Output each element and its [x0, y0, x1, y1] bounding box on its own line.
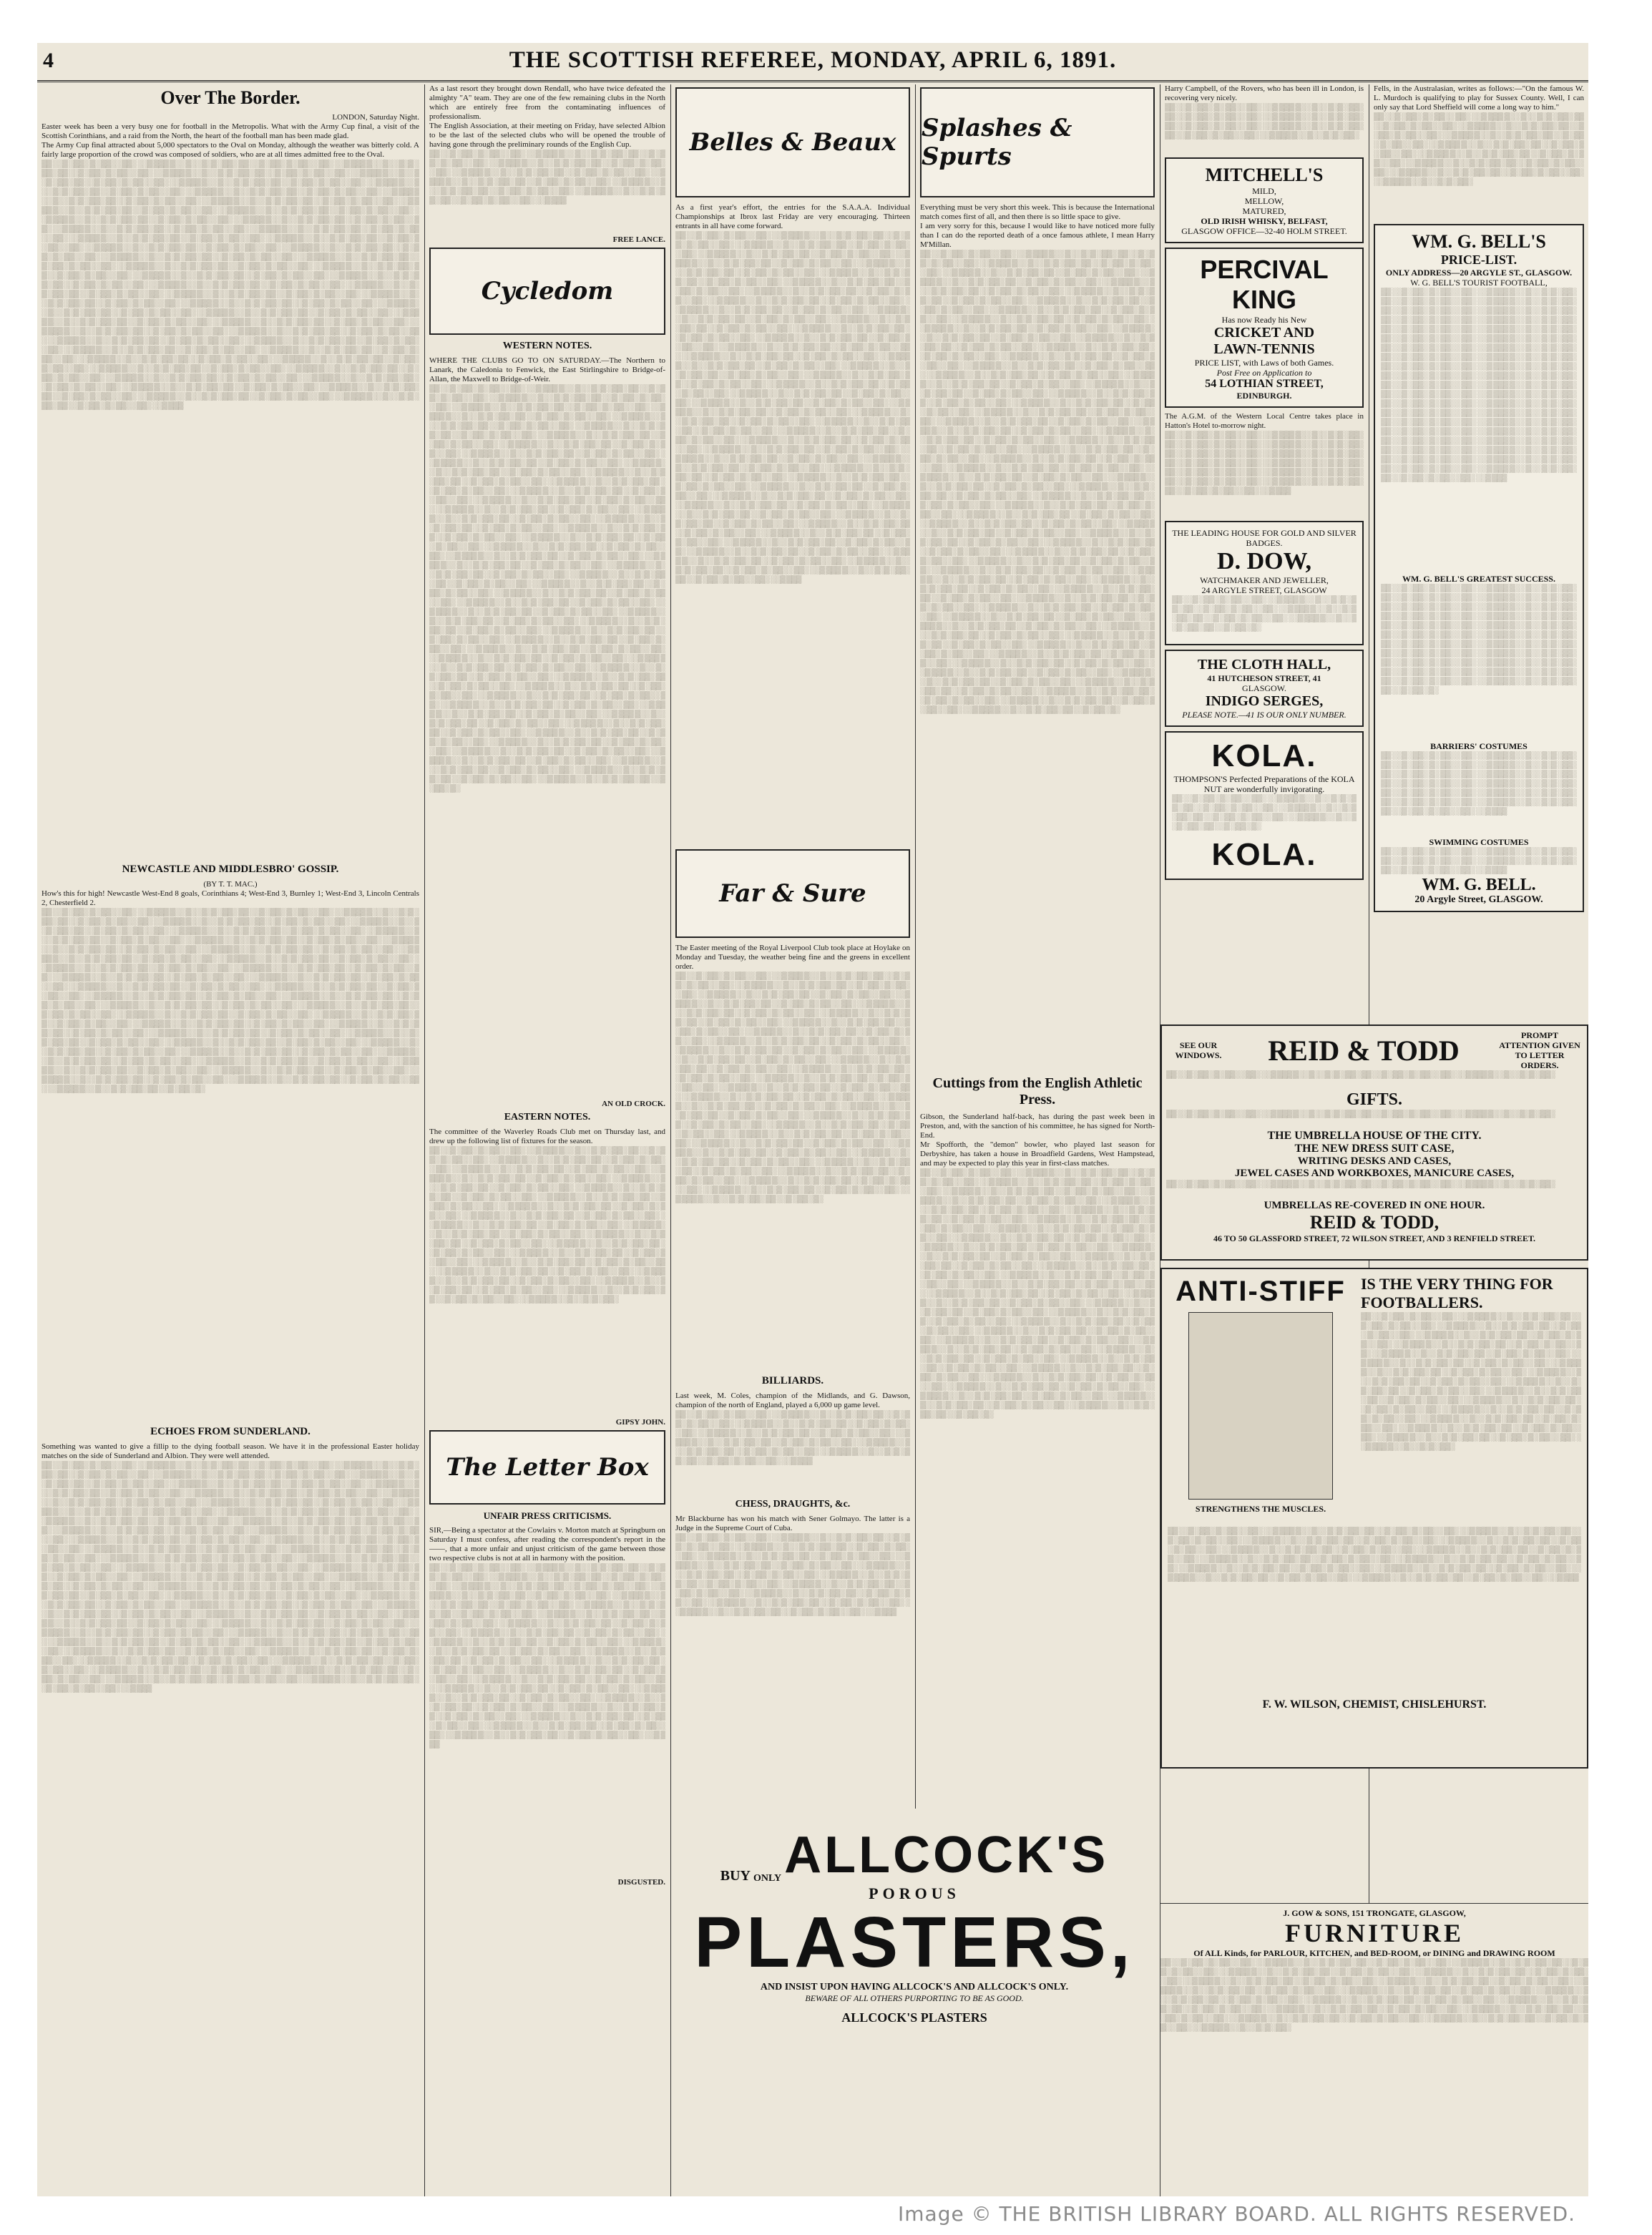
ad-line: MELLOW,: [1244, 196, 1284, 206]
ad-line: EDINBURGH.: [1236, 391, 1292, 401]
ad-line: BARRIERS' COSTUMES: [1430, 741, 1528, 751]
article-body-text: ▒▒ ░░▒ ░▒▒░ ▒░ ▒▒░░ ▒▒░ ░░▒ ▒▒▒ ▒░░ ▒░░ ▒░▒ ░▒▒░ ▒▒ ░░▒ ░▒▒░ ▒░ ▒▒░░ ▒▒░ ░░▒ ▒▒▒ ▒░░ ▒░░ ▒░▒ ░▒▒░ ▒▒ ░░▒ ░▒▒░ ▒░ ▒▒░░ ▒▒░ ░░▒ ▒▒▒ ▒░░ ▒░░ ▒░▒ ░▒▒░ ▒▒ ░░▒ ░▒▒░ ▒░ ▒▒░░ ▒▒░ ░░▒ ▒▒▒ ▒░░ ▒░░ ▒░▒ ░▒▒░ ▒▒ ░░▒ ░▒▒░ ▒░ ▒▒░░ ▒▒░ ░░▒ ▒▒▒ ▒░░ ▒░░ ▒░▒ ░▒▒░ ▒▒ ░░▒ ░▒▒░ ▒░ ▒▒░░ ▒▒░ ░░▒ ▒▒▒ ▒░░ ▒░░ ▒░▒ ░▒▒░ ▒▒ ░░▒ ░▒▒░ ▒░ ▒▒░░ ▒▒░ ░░▒ ▒▒▒ ▒░░ ▒░░ ▒░▒ ░▒▒░ ▒▒ ░░▒ ░▒▒░ ▒░ ▒▒░░ ▒▒░ ░░▒ ▒▒▒ ▒░░ ▒░░ ▒░▒ ░▒▒░ ▒▒ ░░▒ ░▒▒░ ▒░ ▒▒░░ ▒▒░ ░░▒ ▒▒▒ ▒░░ ▒░░ ▒░▒ ░▒▒░ ▒▒ ░░▒ ░▒▒░ ▒░ ▒▒░░ ▒▒░ ░░▒ ▒▒▒ ▒░░ ▒░░ ▒░▒ ░▒▒░ ▒▒ ░░▒ ░▒▒░ ▒░ ▒▒░░ ▒▒░ ░░▒ ▒▒▒ ▒░░ ▒░░ ▒░▒ ░▒▒░ ▒▒ ░░▒ ░▒▒░ ▒░ ▒▒░░ ▒▒░ ░░▒ ▒▒▒ ▒░░ ▒░░ ▒░▒ ░▒▒░ ▒▒ ░░▒ ░▒▒░ ▒░ ▒▒░░ ▒▒░ ░░▒ ▒▒▒ ▒░░ ▒░░ ▒░▒ ░▒▒░ ▒▒ ░░▒ ░▒▒░ ▒░ ▒▒░░ ▒▒░ ░░▒ ▒▒▒ ▒░░ ▒░░ ▒░▒ ░▒▒░ ▒▒ ░░▒ ░▒▒░ ▒░ ▒▒░░ ▒▒░ ░░▒ ▒▒▒ ▒░░ ▒░░ ▒░▒ ░▒▒░ ▒▒ ░░▒ ░▒▒░ ▒░ ▒▒░░ ▒▒░ ░░▒ ▒▒▒ ▒░░ ▒░░ ▒░▒ ░▒▒░ ▒▒ ░░▒ ░▒▒░ ▒░ ▒▒░░ ▒▒░ ░░▒ ▒▒▒ ▒░░ ▒░░ ▒░▒ ░▒▒░ ▒▒ ░░▒ ░▒▒░ ▒░ ▒▒░░ ▒▒░ ░░▒ ▒▒▒ ▒░░ ▒░░ ▒░▒ ░▒▒░ ▒▒ ░░▒ ░▒▒░ ▒░ ▒▒░░ ▒▒░ ░░▒ ▒▒▒ ▒░░ ▒░░ ▒░▒ ░▒▒░ ▒▒ ░░▒ ░▒▒░ ▒░ ▒▒░░ ▒▒░ ░░▒ ▒▒▒ ▒░░ ▒░░ ▒░▒ ░▒▒░ ▒▒ ░░▒ ░▒▒░ ▒░ ▒▒░░ ▒▒░ ░░▒ ▒▒▒ ▒░░ ▒░░ ▒░▒ ░▒▒░ ▒▒ ░░▒ ░▒▒░ ▒░ ▒▒░░ ▒▒░ ░░▒ ▒▒▒ ▒░░ ▒░░ ▒░▒ ░▒▒░ ▒▒ ░░▒ ░▒▒░ ▒░ ▒▒░░ ▒▒░ ░░▒ ▒▒▒ ▒░░ ▒░░ ▒░▒ ░▒▒░ ▒▒ ░░▒ ░▒▒░ ▒░ ▒▒░░ ▒▒░ ░░▒ ▒▒▒ ▒░░ ▒░░ ▒░▒ ░▒▒░ ▒▒ ░░▒ ░▒▒░ ▒░ ▒▒░░ ▒▒░ ░░▒ ▒▒▒ ▒░░ ▒░░ ▒░▒ ░▒▒░ ▒▒ ░░▒ ░▒▒░ ▒░ ▒▒░░ ▒▒░ ░░▒ ▒▒▒ ▒░░ ▒░░ ▒░▒ ░▒▒░ ▒▒ ░░▒ ░▒▒░ ▒░ ▒▒░░ ▒▒░ ░░▒ ▒▒▒ ▒░░ ▒░░ ▒░▒ ░▒▒░ ▒▒ ░░▒ ░▒▒░ ▒░ ▒▒░░ ▒▒░ ░░▒ ▒▒▒ ▒░░ ▒░░ ▒░▒ ░▒▒░ ▒▒ ░░▒ ░▒▒░ ▒░ ▒▒░░ ▒▒░ ░░▒ ▒▒▒ ▒░░ ▒░░ ▒░▒ ░▒▒░ ▒▒ ░░▒ ░▒▒░ ▒░ ▒▒░░ ▒▒░ ░░▒ ▒▒▒ ▒░░ ▒░░ ▒░▒ ░▒▒░ ▒▒ ░░▒ ░▒▒░ ▒░ ▒▒░░ ▒▒░ ░░▒ ▒▒▒ ▒░░ ▒░░ ▒░▒ ░▒▒░ ▒▒ ░░▒ ░▒▒░ ▒░ ▒▒░░ ▒▒░ ░░▒ ▒▒▒ ▒░░ ▒░░ ▒░▒ ░▒▒░ ▒▒ ░░▒ ░▒▒░ ▒░ ▒▒░░ ▒▒░ ░░▒ ▒▒▒ ▒░░ ▒░░ ▒░▒ ░▒▒░ ▒▒ ░░▒ ░▒▒░ ▒░ ▒▒░░ ▒▒░ ░░▒ ▒▒▒ ▒░░ ▒░░ ▒░▒ ░▒▒░ ▒▒ ░░▒ ░▒▒░ ▒░ ▒▒░░ ▒▒░ ░░▒ ▒▒▒ ▒░░ ▒░░ ▒░▒ ░▒▒░ ▒▒ ░░▒ ░▒▒░ ▒░ ▒▒░░ ▒▒░ ░░▒ ▒▒▒ ▒░░ ▒░░ ▒░▒ ░▒▒░ ▒▒ ░░▒ ░▒▒░ ▒░ ▒▒░░ ▒▒░ ░░▒ ▒▒▒ ▒░░ ▒░░ ▒░▒ ░▒▒░ ▒▒ ░░▒ ░▒▒░ ▒░ ▒▒░░ ▒▒░ ░░▒ ▒▒▒ ▒░░ ▒░░ ▒░▒ ░▒▒░ ▒▒ ░░▒ ░▒▒░ ▒░ ▒▒░░ ▒▒░ ░░▒ ▒▒▒ ▒░░ ▒░░ ▒░▒ ░▒▒░ ▒▒ ░░▒ ░▒▒░ ▒░ ▒▒░░ ▒▒░ ░░▒ ▒▒▒ ▒░░ ▒░░ ▒░▒ ░▒▒░ ▒▒ ░░▒ ░▒▒░ ▒░ ▒▒░░ ▒▒░ ░░▒ ▒▒▒ ▒░░ ▒░░ ▒░▒ ░▒▒░ ▒▒ ░░▒ ░▒▒░ ▒░ ▒▒░░ ▒▒░ ░░▒ ▒▒▒ ▒░░ ▒░░ ▒░▒ ░▒▒░ ▒▒ ░░▒ ░▒▒░ ▒░ ▒▒░░ ▒▒░ ░░▒ ▒▒▒ ▒░░ ▒░░ ▒░▒ ░▒▒░ ▒▒ ░░▒ ░▒▒░ ▒░ ▒▒░░ ▒▒░ ░░▒ ▒▒▒ ▒░░ ▒░░ ▒░▒ ░▒▒░ ▒▒ ░░▒ ░▒▒░ ▒░ ▒▒░░ ▒▒░ ░░▒ ▒▒▒ ▒░░ ▒░░ ▒░▒ ░▒▒░ ▒▒ ░░▒ ░▒▒░ ▒░ ▒▒░░ ▒▒░ ░░▒ ▒▒▒ ▒░░ ▒░░ ▒░▒ ░▒▒░ ▒▒ ░░▒ ░▒▒░ ▒░ ▒▒░░ ▒▒░ ░░▒ ▒▒▒ ▒░░ ▒░░ ▒░▒ ░▒▒░ ▒▒ ░░▒ ░▒▒░ ▒░ ▒▒░░ ▒▒░ ░░▒ ▒▒▒ ▒░░ ▒░░ ▒░▒ ░▒▒░ ▒▒ ░░▒ ░▒▒░ ▒░ ▒▒░░ ▒▒░ ░░▒ ▒▒▒ ▒░░ ▒░░ ▒░▒ ░▒▒░ ▒▒ ░░▒ ░▒▒░ ▒░ ▒▒░░ ▒▒░ ░░▒ ▒▒▒ ▒░░ ▒░░ ▒░▒ ░▒▒░ ▒▒ ░░▒ ░▒▒░ ▒░ ▒▒░░ ▒▒░ ░░▒ ▒▒▒: [41, 160, 419, 410]
article-paragraph: The English Association, at their meeting on Friday, have selected Albion to be the last of the selected clubs who will be opened the trouble of having gone through the preliminary rounds of the English Cup.: [429, 122, 665, 149]
article-paragraph: Something was wanted to give a fillip to the dying football season. We have it in the professional Easter holiday matches on the side of Sunderland and Albion. They were well attended.: [41, 1442, 419, 1460]
ad-name: MITCHELL'S: [1205, 165, 1324, 185]
ad-name: KOLA.: [1211, 837, 1317, 872]
subsection-title: BILLIARDS.: [761, 1375, 824, 1387]
ad-body-text: ▒▒ ░░▒ ░▒▒░ ▒░ ▒▒░░ ▒▒░ ░░▒ ▒▒▒ ▒░░ ▒░░ ▒░▒ ░▒▒░ ▒▒ ░░▒ ░▒▒░ ▒░ ▒▒░░ ▒▒░ ░░▒ ▒▒▒ ▒░░ ▒░░ ▒░▒ ░▒▒░ ▒▒ ░░▒ ░▒▒░ ▒░ ▒▒░░ ▒▒░ ░░▒ ▒▒▒ ▒░░ ▒░░ ▒░▒ ░▒▒░ ▒▒ ░░▒ ░▒▒░ ▒░ ▒▒░░ ▒▒░ ░░▒ ▒▒▒ ▒░░ ▒░░ ▒░▒ ░▒▒░ ▒▒ ░░▒ ░▒▒░ ▒░ ▒▒░░ ▒▒░ ░░▒ ▒▒▒ ▒░░ ▒░░ ▒░▒ ░▒▒░ ▒▒ ░░▒ ░▒▒░ ▒░ ▒▒░░ ▒▒░ ░░▒ ▒▒▒ ▒░░ ▒░░ ▒░▒ ░▒▒░ ▒▒ ░░▒ ░▒▒░ ▒░ ▒▒░░ ▒▒░ ░░▒ ▒▒▒ ▒░░ ▒░░ ▒░▒ ░▒▒░ ▒▒ ░░▒ ░▒▒░ ▒░ ▒▒░░ ▒▒░ ░░▒ ▒▒▒ ▒░░ ▒░░ ▒░▒ ░▒▒░ ▒▒ ░░▒ ░▒▒░ ▒░ ▒▒░░ ▒▒░ ░░▒ ▒▒▒ ▒░░ ▒░░ ▒░▒ ░▒▒░ ▒▒ ░░▒ ░▒▒░ ▒░ ▒▒░░ ▒▒░ ░░▒ ▒▒▒ ▒░░ ▒░░ ▒░▒ ░▒▒░ ▒▒ ░░▒ ░▒▒░ ▒░ ▒▒░░ ▒▒░ ░░▒ ▒▒▒ ▒░░ ▒░░ ▒░▒ ░▒▒░ ▒▒ ░░▒ ░▒▒░ ▒░ ▒▒░░ ▒▒░ ░░▒ ▒▒▒ ▒░░ ▒░░ ▒░▒ ░▒▒░ ▒▒ ░░▒ ░▒▒░ ▒░ ▒▒░░ ▒▒░ ░░▒ ▒▒▒ ▒░░ ▒░░ ▒░▒ ░▒▒░ ▒▒ ░░▒ ░▒▒░ ▒░ ▒▒░░ ▒▒░ ░░▒ ▒▒▒ ▒░░ ▒░░ ▒░▒ ░▒▒░ ▒▒ ░░▒ ░▒▒░ ▒░ ▒▒░░ ▒▒░ ░░▒ ▒▒▒ ▒░░ ▒░░ ▒░▒ ░▒▒░ ▒▒ ░░▒ ░▒▒░ ▒░ ▒▒░░ ▒▒░ ░░▒ ▒▒▒ ▒░░ ▒░░ ▒░▒ ░▒▒░: [1160, 1958, 1588, 2032]
cloth-hall-ad: [1165, 650, 1364, 727]
article-paragraph: Fells, in the Australasian, writes as follows:—"On the famous W. L. Murdoch is qualifying to play for Sussex County. Well, I can only say that Lord Sheffield will come a long way to him.": [1374, 84, 1584, 112]
banner-title: The Letter Box: [446, 1453, 649, 1482]
ad-only: ONLY: [753, 1873, 782, 1884]
ad-name: FURNITURE: [1284, 1919, 1464, 1947]
ad-footer: ALLCOCK'S PLASTERS: [841, 2010, 987, 2025]
article-body-text: ▒▒ ░░▒ ░▒▒░ ▒░ ▒▒░░ ▒▒░ ░░▒ ▒▒▒ ▒░░ ▒░░ ▒░▒ ░▒▒░ ▒▒ ░░▒ ░▒▒░ ▒░ ▒▒░░ ▒▒░ ░░▒ ▒▒▒ ▒░░ ▒░░ ▒░▒ ░▒▒░ ▒▒ ░░▒ ░▒▒░ ▒░ ▒▒░░ ▒▒░ ░░▒ ▒▒▒ ▒░░ ▒░░ ▒░▒ ░▒▒░ ▒▒ ░░▒ ░▒▒░ ▒░ ▒▒░░ ▒▒░ ░░▒ ▒▒▒ ▒░░ ▒░░ ▒░▒ ░▒▒░ ▒▒ ░░▒ ░▒▒░ ▒░ ▒▒░░ ▒▒░ ░░▒ ▒▒▒ ▒░░ ▒░░ ▒░▒ ░▒▒░ ▒▒ ░░▒ ░▒▒░ ▒░ ▒▒░░ ▒▒░ ░░▒ ▒▒▒ ▒░░ ▒░░ ▒░▒ ░▒▒░ ▒▒ ░░▒ ░▒▒░ ▒░ ▒▒░░ ▒▒░ ░░▒ ▒▒▒ ▒░░ ▒░░ ▒░▒ ░▒▒░ ▒▒ ░░▒ ░▒▒░ ▒░ ▒▒░░ ▒▒░ ░░▒ ▒▒▒ ▒░░ ▒░░ ▒░▒ ░▒▒░ ▒▒ ░░▒ ░▒▒░ ▒░ ▒▒░░ ▒▒░ ░░▒ ▒▒▒ ▒░░ ▒░░ ▒░▒ ░▒▒░ ▒▒ ░░▒ ░▒▒░ ▒░ ▒▒░░ ▒▒░ ░░▒ ▒▒▒ ▒░░ ▒░░ ▒░▒ ░▒▒░ ▒▒ ░░▒ ░▒▒░ ▒░ ▒▒░░ ▒▒░ ░░▒ ▒▒▒ ▒░░ ▒░░ ▒░▒ ░▒▒░ ▒▒ ░░▒ ░▒▒░ ▒░ ▒▒░░ ▒▒░ ░░▒ ▒▒▒ ▒░░ ▒░░ ▒░▒ ░▒▒░ ▒▒ ░░▒ ░▒▒░ ▒░ ▒▒░░ ▒▒░ ░░▒ ▒▒▒ ▒░░ ▒░░ ▒░▒ ░▒▒░ ▒▒ ░░▒ ░▒▒░ ▒░ ▒▒░░ ▒▒░ ░░▒ ▒▒▒ ▒░░ ▒░░ ▒░▒ ░▒▒░ ▒▒ ░░▒ ░▒▒░ ▒░ ▒▒░░ ▒▒░ ░░▒ ▒▒▒ ▒░░ ▒░░ ▒░▒ ░▒▒░ ▒▒ ░░▒ ░▒▒░ ▒░ ▒▒░░ ▒▒░ ░░▒ ▒▒▒ ▒░░ ▒░░ ▒░▒ ░▒▒░ ▒▒ ░░▒ ░▒▒░ ▒░ ▒▒░░ ▒▒░ ░░▒ ▒▒▒ ▒░░ ▒░░ ▒░▒ ░▒▒░ ▒▒ ░░▒ ░▒▒░ ▒░ ▒▒░░ ▒▒░ ░░▒ ▒▒▒ ▒░░ ▒░░ ▒░▒ ░▒▒░ ▒▒ ░░▒ ░▒▒░ ▒░ ▒▒░░ ▒▒░ ░░▒ ▒▒▒ ▒░░ ▒░░ ▒░▒ ░▒▒░ ▒▒ ░░▒ ░▒▒░ ▒░ ▒▒░░ ▒▒░ ░░▒ ▒▒▒ ▒░░ ▒░░ ▒░▒ ░▒▒░ ▒▒ ░░▒ ░▒▒░ ▒░ ▒▒░░ ▒▒░ ░░▒ ▒▒▒ ▒░░ ▒░░ ▒░▒ ░▒▒░ ▒▒ ░░▒ ░▒▒░ ▒░ ▒▒░░ ▒▒░ ░░▒ ▒▒▒ ▒░░ ▒░░ ▒░▒ ░▒▒░ ▒▒ ░░▒ ░▒▒░ ▒░ ▒▒░░ ▒▒░ ░░▒ ▒▒▒ ▒░░ ▒░░ ▒░▒ ░▒▒░ ▒▒ ░░▒ ░▒▒░ ▒░ ▒▒░░ ▒▒░ ░░▒ ▒▒▒ ▒░░ ▒░░ ▒░▒ ░▒▒░ ▒▒ ░░▒ ░▒▒░ ▒░ ▒▒░░ ▒▒░ ░░▒ ▒▒▒ ▒░░ ▒░░ ▒░▒ ░▒▒░ ▒▒ ░░▒ ░▒▒░ ▒░ ▒▒░░ ▒▒░ ░░▒ ▒▒▒ ▒░░ ▒░░ ▒░▒ ░▒▒░ ▒▒ ░░▒ ░▒▒░ ▒░ ▒▒░░ ▒▒░ ░░▒ ▒▒▒ ▒░░ ▒░░ ▒░▒ ░▒▒░ ▒▒ ░░▒ ░▒▒░ ▒░ ▒▒░░ ▒▒░ ░░▒ ▒▒▒ ▒░░ ▒░░ ▒░▒ ░▒▒░ ▒▒ ░░▒ ░▒▒░ ▒░ ▒▒░░ ▒▒░ ░░▒ ▒▒▒ ▒░░ ▒░░ ▒░▒ ░▒▒░ ▒▒ ░░▒ ░▒▒░ ▒░ ▒▒░░ ▒▒░ ░░▒ ▒▒▒ ▒░░ ▒░░ ▒░▒ ░▒▒░ ▒▒ ░░▒ ░▒▒░ ▒░ ▒▒░░ ▒▒░ ░░▒ ▒▒▒ ▒░░ ▒░░ ▒░▒ ░▒▒░ ▒▒ ░░▒ ░▒▒░ ▒░ ▒▒░░ ▒▒░ ░░▒ ▒▒▒ ▒░░ ▒░░ ▒░▒ ░▒▒░ ▒▒ ░░▒ ░▒▒░ ▒░ ▒▒░░ ▒▒░ ░░▒ ▒▒▒ ▒░░ ▒░░ ▒░▒ ░▒▒░ ▒▒ ░░▒ ░▒▒░ ▒░ ▒▒░░ ▒▒░ ░░▒ ▒▒▒ ▒░░ ▒░░ ▒░▒ ░▒▒░ ▒▒ ░░▒ ░▒▒░ ▒░ ▒▒░░ ▒▒░ ░░▒ ▒▒▒ ▒░░ ▒░░ ▒░▒ ░▒▒░ ▒▒ ░░▒ ░▒▒░ ▒░ ▒▒░░ ▒▒░ ░░▒ ▒▒▒ ▒░░ ▒░░ ▒░▒ ░▒▒░ ▒▒ ░░▒ ░▒▒░ ▒░ ▒▒░░ ▒▒░ ░░▒ ▒▒▒ ▒░░ ▒░░ ▒░▒ ░▒▒░ ▒▒ ░░▒ ░▒▒░ ▒░: [41, 908, 419, 1093]
ad-line: THE NEW DRESS SUIT CASE,: [1294, 1143, 1455, 1155]
article-body-text: ▒▒ ░░▒ ░▒▒░ ▒░ ▒▒░░ ▒▒░ ░░▒ ▒▒▒ ▒░░ ▒░░ ▒░▒ ░▒▒░ ▒▒ ░░▒ ░▒▒░ ▒░ ▒▒░░ ▒▒░ ░░▒ ▒▒▒ ▒░░ ▒░░ ▒░▒ ░▒▒░ ▒▒ ░░▒ ░▒▒░ ▒░ ▒▒░░ ▒▒░ ░░▒ ▒▒▒ ▒░░ ▒░░ ▒░▒ ░▒▒░ ▒▒ ░░▒ ░▒▒░ ▒░ ▒▒░░ ▒▒░ ░░▒ ▒▒▒ ▒░░ ▒░░ ▒░▒ ░▒▒░ ▒▒ ░░▒ ░▒▒░ ▒░ ▒▒░░ ▒▒░ ░░▒ ▒▒▒ ▒░░ ▒░░ ▒░▒ ░▒▒░ ▒▒ ░░▒ ░▒▒░ ▒░ ▒▒░░ ▒▒░ ░░▒ ▒▒▒ ▒░░ ▒░░ ▒░▒ ░▒▒░ ▒▒ ░░▒ ░▒▒░ ▒░ ▒▒░░ ▒▒░ ░░▒ ▒▒▒ ▒░░ ▒░░ ▒░▒ ░▒▒░ ▒▒ ░░▒ ░▒▒░ ▒░ ▒▒░░ ▒▒░ ░░▒ ▒▒▒ ▒░░ ▒░░ ▒░▒ ░▒▒░ ▒▒ ░░▒ ░▒▒░ ▒░ ▒▒░░ ▒▒░ ░░▒ ▒▒▒ ▒░░ ▒░░ ▒░▒ ░▒▒░ ▒▒ ░░▒ ░▒▒░ ▒░ ▒▒░░ ▒▒░ ░░▒ ▒▒▒ ▒░░ ▒░░ ▒░▒ ░▒▒░ ▒▒ ░░▒ ░▒▒░ ▒░ ▒▒░░ ▒▒░ ░░▒ ▒▒▒ ▒░░ ▒░░ ▒░▒ ░▒▒░ ▒▒ ░░▒ ░▒▒░ ▒░ ▒▒░░ ▒▒░ ░░▒ ▒▒▒ ▒░░ ▒░░ ▒░▒ ░▒▒░ ▒▒ ░░▒ ░▒▒░ ▒░ ▒▒░░ ▒▒░ ░░▒ ▒▒▒ ▒░░ ▒░░ ▒░▒ ░▒▒░ ▒▒ ░░▒ ░▒▒░ ▒░ ▒▒░░ ▒▒░ ░░▒ ▒▒▒ ▒░░ ▒░░ ▒░▒ ░▒▒░ ▒▒ ░░▒ ░▒▒░ ▒░ ▒▒░░ ▒▒░ ░░▒ ▒▒▒ ▒░░ ▒░░ ▒░▒ ░▒▒░ ▒▒ ░░▒ ░▒▒░ ▒░ ▒▒░░ ▒▒░ ░░▒ ▒▒▒ ▒░░ ▒░░ ▒░▒ ░▒▒░ ▒▒ ░░▒ ░▒▒░ ▒░ ▒▒░░ ▒▒░ ░░▒ ▒▒▒ ▒░░ ▒░░ ▒░▒ ░▒▒░ ▒▒ ░░▒ ░▒▒░ ▒░ ▒▒░░ ▒▒░ ░░▒ ▒▒▒ ▒░░ ▒░░ ▒░▒ ░▒▒░ ▒▒ ░░▒ ░▒▒░ ▒░ ▒▒░░ ▒▒░ ░░▒ ▒▒▒ ▒░░ ▒░░ ▒░▒ ░▒▒░ ▒▒ ░░▒ ░▒▒░ ▒░ ▒▒░░ ▒▒░ ░░▒ ▒▒▒ ▒░░ ▒░░ ▒░▒ ░▒▒░ ▒▒ ░░▒ ░▒▒░ ▒░ ▒▒░░ ▒▒░ ░░▒ ▒▒▒ ▒░░ ▒░░ ▒░▒ ░▒▒░ ▒▒ ░░▒ ░▒▒░ ▒░ ▒▒░░ ▒▒░ ░░▒ ▒▒▒ ▒░░ ▒░░ ▒░▒ ░▒▒░ ▒▒ ░░▒ ░▒▒░ ▒░ ▒▒░░ ▒▒░ ░░▒ ▒▒▒: [429, 1563, 665, 1749]
masthead-title: THE SCOTTISH REFEREE, MONDAY, APRIL 6, 1891.: [509, 47, 1117, 73]
ad-line: 24 ARGYLE STREET, GLASGOW: [1201, 585, 1327, 595]
ad-name: WM. G. BELL.: [1422, 876, 1536, 894]
ad-brand: ALLCOCK'S: [784, 1826, 1109, 1884]
ad-line: Post Free on Application to: [1216, 368, 1312, 378]
ad-line: THOMPSON'S Perfected Preparations of the KOLA NUT are wonderfully invigorating.: [1173, 774, 1355, 794]
article-paragraph: How's this for high! Newcastle West-End 8 goals, Corinthians 4; West-End 3, Burnley 1; West-End 3, Lincoln Centrals 2, Chesterfield 2.: [41, 889, 419, 907]
ad-line: OLD IRISH WHISKY, BELFAST,: [1201, 216, 1328, 226]
ad-plasters: PLASTERS,: [694, 1902, 1135, 1982]
ad-line: Has now Ready his New: [1221, 315, 1307, 325]
ad-line: STRENGTHENS THE MUSCLES.: [1195, 1504, 1326, 1514]
ad-name: WM. G. BELL'S: [1412, 231, 1546, 252]
ad-line: ONLY ADDRESS—20 ARGYLE ST., GLASGOW.: [1385, 268, 1573, 278]
ad-line: SEE OUR WINDOWS.: [1175, 1040, 1222, 1060]
gow-furniture-ad: [1160, 1903, 1588, 2196]
signature: AN OLD CROCK.: [602, 1100, 665, 1108]
ad-line: WRITING DESKS AND CASES,: [1297, 1155, 1452, 1167]
dateline: LONDON, Saturday Night.: [332, 113, 419, 122]
section-title: Over The Border.: [160, 87, 300, 108]
ad-line: JEWEL CASES AND WORKBOXES, MANICURE CASES,: [1234, 1168, 1515, 1179]
article-body-text: ▒▒ ░░▒ ░▒▒░ ▒░ ▒▒░░ ▒▒░ ░░▒ ▒▒▒ ▒░░ ▒░░ ▒░▒ ░▒▒░ ▒▒ ░░▒ ░▒▒░ ▒░ ▒▒░░ ▒▒░ ░░▒ ▒▒▒ ▒░░ ▒░░ ▒░▒ ░▒▒░ ▒▒ ░░▒ ░▒▒░ ▒░ ▒▒░░ ▒▒░ ░░▒ ▒▒▒ ▒░░ ▒░░ ▒░▒ ░▒▒░ ▒▒ ░░▒ ░▒▒░ ▒░ ▒▒░░ ▒▒░ ░░▒ ▒▒▒ ▒░░ ▒░░ ▒░▒ ░▒▒░ ▒▒ ░░▒ ░▒▒░ ▒░ ▒▒░░ ▒▒░ ░░▒ ▒▒▒ ▒░░ ▒░░ ▒░▒ ░▒▒░ ▒▒ ░░▒ ░▒▒░ ▒░ ▒▒░░ ▒▒░ ░░▒ ▒▒▒ ▒░░ ▒░░ ▒░▒ ░▒▒░ ▒▒ ░░▒ ░▒▒░ ▒░ ▒▒░░ ▒▒░ ░░▒ ▒▒▒: [429, 150, 665, 205]
article-paragraph: Last week, M. Coles, champion of the Midlands, and G. Dawson, champion of the north of England, played a 6,000 up game level.: [675, 1392, 910, 1409]
ad-body-text: ▒▒ ░░▒ ░▒▒░ ▒░ ▒▒░░ ▒▒░ ░░▒ ▒▒▒ ▒░░ ▒░░ ▒░▒ ░▒▒░ ▒▒ ░░▒ ░▒▒░ ▒░ ▒▒░░ ▒▒░ ░░▒ ▒▒▒ ▒░░ ▒░░ ▒░▒ ░▒▒░ ▒▒ ░░▒ ░▒▒░ ▒░ ▒▒░░ ▒▒░ ░░▒ ▒▒▒ ▒░░ ▒░░ ▒░▒ ░▒▒░ ▒▒ ░░▒ ░▒▒░ ▒░: [1172, 794, 1357, 831]
reid-todd-ad: [1160, 1024, 1588, 1261]
article-paragraph: As a last resort they brought down Rendall, who have twice defeated the almighty "A" team. They are one of the few remaining clubs in the North which are entirely free from the contaminating influences of professionalism.: [429, 84, 665, 121]
ad-body-text: ▒▒ ░░▒ ░▒▒░ ▒░ ▒▒░░ ▒▒░ ░░▒ ▒▒▒ ▒░░ ▒░░ ▒░▒ ░▒▒░ ▒▒ ░░▒ ░▒▒░ ▒░ ▒▒░░ ▒▒░ ░░▒ ▒▒▒ ▒░░ ▒░░ ▒░▒ ░▒▒░: [1166, 1180, 1555, 1188]
article-paragraph: Everything must be very short this week. This is because the International match comes first of all, and then there is so little space to give.: [920, 203, 1155, 221]
anti-stiff-ad: [1160, 1268, 1588, 1769]
ad-line: PROMPT ATTENTION GIVEN TO LETTER ORDERS.: [1499, 1030, 1580, 1070]
ad-body-text: ▒▒ ░░▒ ░▒▒░ ▒░ ▒▒░░ ▒▒░ ░░▒ ▒▒▒ ▒░░ ▒░░ ▒░▒ ░▒▒░ ▒▒ ░░▒ ░▒▒░ ▒░ ▒▒░░ ▒▒░ ░░▒ ▒▒▒ ▒░░ ▒░░ ▒░▒ ░▒▒░ ▒▒ ░░▒ ░▒▒░ ▒░ ▒▒░░ ▒▒░ ░░▒ ▒▒▒: [1381, 847, 1577, 874]
ad-line: 20 Argyle Street, GLASGOW.: [1414, 894, 1543, 905]
ad-name: ANTI-STIFF: [1176, 1276, 1346, 1307]
column-belles-beaux: [671, 84, 914, 1806]
ad-beware: BEWARE OF ALL OTHERS PURPORTING TO BE AS GOOD.: [805, 1993, 1024, 2003]
ad-line: 41 HUTCHESON STREET, 41: [1207, 673, 1321, 683]
article-body-text: ▒▒ ░░▒ ░▒▒░ ▒░ ▒▒░░ ▒▒░ ░░▒ ▒▒▒ ▒░░ ▒░░ ▒░▒ ░▒▒░ ▒▒ ░░▒ ░▒▒░ ▒░ ▒▒░░ ▒▒░ ░░▒ ▒▒▒ ▒░░ ▒░░ ▒░▒ ░▒▒░ ▒▒ ░░▒ ░▒▒░ ▒░ ▒▒░░ ▒▒░ ░░▒ ▒▒▒ ▒░░ ▒░░ ▒░▒ ░▒▒░ ▒▒ ░░▒ ░▒▒░ ▒░ ▒▒░░ ▒▒░ ░░▒ ▒▒▒ ▒░░ ▒░░ ▒░▒ ░▒▒░ ▒▒ ░░▒ ░▒▒░ ▒░ ▒▒░░ ▒▒░ ░░▒ ▒▒▒ ▒░░ ▒░░ ▒░▒ ░▒▒░ ▒▒ ░░▒ ░▒▒░ ▒░ ▒▒░░ ▒▒░ ░░▒ ▒▒▒ ▒░░ ▒░░ ▒░▒ ░▒▒░ ▒▒ ░░▒ ░▒▒░ ▒░ ▒▒░░ ▒▒░ ░░▒ ▒▒▒ ▒░░ ▒░░ ▒░▒ ░▒▒░ ▒▒ ░░▒ ░▒▒░ ▒░ ▒▒░░ ▒▒░ ░░▒ ▒▒▒ ▒░░ ▒░░ ▒░▒ ░▒▒░ ▒▒ ░░▒ ░▒▒░ ▒░ ▒▒░░ ▒▒░ ░░▒ ▒▒▒ ▒░░ ▒░░ ▒░▒ ░▒▒░ ▒▒ ░░▒ ░▒▒░ ▒░ ▒▒░░ ▒▒░ ░░▒ ▒▒▒ ▒░░ ▒░░ ▒░▒ ░▒▒░ ▒▒ ░░▒ ░▒▒░ ▒░ ▒▒░░ ▒▒░ ░░▒ ▒▒▒ ▒░░ ▒░░ ▒░▒ ░▒▒░ ▒▒ ░░▒ ░▒▒░ ▒░ ▒▒░░ ▒▒░ ░░▒ ▒▒▒ ▒░░ ▒░░ ▒░▒ ░▒▒░ ▒▒ ░░▒ ░▒▒░ ▒░ ▒▒░░ ▒▒░ ░░▒ ▒▒▒ ▒░░ ▒░░ ▒░▒ ░▒▒░ ▒▒ ░░▒ ░▒▒░ ▒░ ▒▒░░ ▒▒░ ░░▒ ▒▒▒ ▒░░ ▒░░ ▒░▒ ░▒▒░ ▒▒ ░░▒ ░▒▒░ ▒░ ▒▒░░ ▒▒░ ░░▒ ▒▒▒ ▒░░ ▒░░ ▒░▒ ░▒▒░ ▒▒ ░░▒ ░▒▒░ ▒░ ▒▒░░ ▒▒░ ░░▒ ▒▒▒ ▒░░ ▒░░ ▒░▒ ░▒▒░ ▒▒ ░░▒ ░▒▒░ ▒░ ▒▒░░ ▒▒░ ░░▒ ▒▒▒ ▒░░ ▒░░ ▒░▒ ░▒▒░ ▒▒ ░░▒ ░▒▒░ ▒░ ▒▒░░ ▒▒░ ░░▒ ▒▒▒ ▒░░ ▒░░ ▒░▒ ░▒▒░ ▒▒ ░░▒ ░▒▒░ ▒░ ▒▒░░ ▒▒░ ░░▒ ▒▒▒ ▒░░ ▒░░ ▒░▒ ░▒▒░ ▒▒ ░░▒ ░▒▒░ ▒░ ▒▒░░ ▒▒░ ░░▒ ▒▒▒ ▒░░ ▒░░ ▒░▒ ░▒▒░ ▒▒ ░░▒ ░▒▒░ ▒░ ▒▒░░ ▒▒░ ░░▒ ▒▒▒ ▒░░ ▒░░ ▒░▒ ░▒▒░ ▒▒ ░░▒ ░▒▒░ ▒░ ▒▒░░ ▒▒░ ░░▒ ▒▒▒ ▒░░ ▒░░ ▒░▒ ░▒▒░ ▒▒ ░░▒ ░▒▒░ ▒░ ▒▒░░ ▒▒░ ░░▒ ▒▒▒ ▒░░ ▒░░ ▒░▒ ░▒▒░ ▒▒ ░░▒ ░▒▒░ ▒░ ▒▒░░ ▒▒░ ░░▒ ▒▒▒ ▒░░ ▒░░ ▒░▒ ░▒▒░ ▒▒ ░░▒ ░▒▒░ ▒░ ▒▒░░ ▒▒░ ░░▒ ▒▒▒ ▒░░ ▒░░ ▒░▒ ░▒▒░ ▒▒ ░░▒ ░▒▒░ ▒░ ▒▒░░ ▒▒░ ░░▒ ▒▒▒ ▒░░ ▒░░ ▒░▒ ░▒▒░ ▒▒ ░░▒ ░▒▒░ ▒░ ▒▒░░ ▒▒░ ░░▒ ▒▒▒ ▒░░ ▒░░ ▒░▒ ░▒▒░ ▒▒ ░░▒ ░▒▒░ ▒░ ▒▒░░ ▒▒░ ░░▒ ▒▒▒ ▒░░ ▒░░ ▒░▒ ░▒▒░ ▒▒ ░░▒ ░▒▒░ ▒░ ▒▒░░ ▒▒░ ░░▒ ▒▒▒ ▒░░ ▒░░ ▒░▒ ░▒▒░ ▒▒ ░░▒ ░▒▒░ ▒░ ▒▒░░ ▒▒░ ░░▒ ▒▒▒ ▒░░ ▒░░ ▒░▒ ░▒▒░ ▒▒ ░░▒ ░▒▒░ ▒░ ▒▒░░ ▒▒░ ░░▒ ▒▒▒ ▒░░ ▒░░ ▒░▒ ░▒▒░ ▒▒ ░░▒ ░▒▒░ ▒░: [920, 1168, 1155, 1419]
article-paragraph: The A.G.M. of the Western Local Centre takes place in Hatton's Hotel to-morrow night.: [1165, 412, 1364, 430]
ad-line: 54 LOTHIAN STREET,: [1205, 378, 1324, 390]
ad-line: GIFTS.: [1346, 1090, 1403, 1109]
byline: (BY T. T. MAC.): [203, 880, 258, 889]
splashes-banner: [920, 87, 1155, 197]
ad-agent: F. W. WILSON, CHEMIST, CHISLEHURST.: [1262, 1698, 1487, 1711]
ad-line: CRICKET AND: [1213, 325, 1315, 341]
signature: FREE LANCE.: [612, 235, 665, 244]
article-paragraph: SIR,—Being a spectator at the Cowlairs v. Morton match at Springburn on Saturday I must confess, after reading the correspondent's report in the ——, that a more unfair and unjust criticism of the game between those two respective clubs is not at all in harmony with the position.: [429, 1526, 665, 1562]
ad-line: 46 TO 50 GLASSFORD STREET, 72 WILSON STREET, AND 3 RENFIELD STREET.: [1213, 1233, 1536, 1243]
ad-line: GLASGOW OFFICE—32-40 HOLM STREET.: [1181, 226, 1347, 236]
ad-line: PRICE LIST, with Laws of both Games.: [1194, 358, 1334, 368]
ad-name: KOLA.: [1211, 738, 1317, 773]
subsection-title: UNFAIR PRESS CRITICISMS.: [483, 1510, 612, 1521]
ad-line: MILD,: [1252, 186, 1276, 196]
article-body-text: ▒▒ ░░▒ ░▒▒░ ▒░ ▒▒░░ ▒▒░ ░░▒ ▒▒▒ ▒░░ ▒░░ ▒░▒ ░▒▒░ ▒▒ ░░▒ ░▒▒░ ▒░ ▒▒░░ ▒▒░ ░░▒ ▒▒▒ ▒░░ ▒░░ ▒░▒ ░▒▒░ ▒▒ ░░▒ ░▒▒░ ▒░ ▒▒░░ ▒▒░ ░░▒ ▒▒▒ ▒░░ ▒░░ ▒░▒ ░▒▒░ ▒▒ ░░▒ ░▒▒░ ▒░ ▒▒░░ ▒▒░ ░░▒ ▒▒▒ ▒░░ ▒░░ ▒░▒ ░▒▒░ ▒▒ ░░▒ ░▒▒░ ▒░ ▒▒░░ ▒▒░ ░░▒ ▒▒▒ ▒░░ ▒░░ ▒░▒ ░▒▒░ ▒▒ ░░▒ ░▒▒░ ▒░ ▒▒░░ ▒▒░ ░░▒ ▒▒▒ ▒░░ ▒░░ ▒░▒ ░▒▒░ ▒▒ ░░▒ ░▒▒░ ▒░ ▒▒░░ ▒▒░ ░░▒ ▒▒▒ ▒░░ ▒░░ ▒░▒ ░▒▒░ ▒▒ ░░▒ ░▒▒░ ▒░ ▒▒░░ ▒▒░ ░░▒ ▒▒▒ ▒░░ ▒░░ ▒░▒ ░▒▒░ ▒▒ ░░▒ ░▒▒░ ▒░ ▒▒░░ ▒▒░ ░░▒ ▒▒▒ ▒░░ ▒░░ ▒░▒ ░▒▒░ ▒▒ ░░▒ ░▒▒░ ▒░ ▒▒░░ ▒▒░ ░░▒ ▒▒▒ ▒░░ ▒░░ ▒░▒ ░▒▒░ ▒▒ ░░▒ ░▒▒░ ▒░ ▒▒░░ ▒▒░ ░░▒ ▒▒▒: [675, 1533, 910, 1616]
ad-name: REID & TODD,: [1309, 1212, 1440, 1233]
subsection-title: Cuttings from the English Athletic Press.: [932, 1075, 1143, 1107]
article-body-text: ▒▒ ░░▒ ░▒▒░ ▒░ ▒▒░░ ▒▒░ ░░▒ ▒▒▒ ▒░░ ▒░░ ▒░▒ ░▒▒░ ▒▒ ░░▒ ░▒▒░ ▒░ ▒▒░░ ▒▒░ ░░▒ ▒▒▒ ▒░░ ▒░░ ▒░▒ ░▒▒░ ▒▒ ░░▒ ░▒▒░ ▒░ ▒▒░░ ▒▒░ ░░▒ ▒▒▒ ▒░░ ▒░░ ▒░▒ ░▒▒░ ▒▒ ░░▒ ░▒▒░ ▒░ ▒▒░░ ▒▒░ ░░▒ ▒▒▒ ▒░░ ▒░░ ▒░▒ ░▒▒░ ▒▒ ░░▒ ░▒▒░ ▒░ ▒▒░░ ▒▒░ ░░▒ ▒▒▒ ▒░░ ▒░░ ▒░▒ ░▒▒░ ▒▒ ░░▒ ░▒▒░ ▒░ ▒▒░░ ▒▒░ ░░▒ ▒▒▒ ▒░░ ▒░░ ▒░▒ ░▒▒░ ▒▒ ░░▒ ░▒▒░ ▒░ ▒▒░░ ▒▒░ ░░▒ ▒▒▒: [1165, 431, 1364, 495]
dow-jeweller-ad: [1165, 521, 1364, 645]
athlete-illustration: [1188, 1312, 1333, 1500]
banner-title: Far & Sure: [719, 879, 866, 908]
ad-body-text: ▒▒ ░░▒ ░▒▒░ ▒░ ▒▒░░ ▒▒░ ░░▒ ▒▒▒ ▒░░ ▒░░ ▒░▒ ░▒▒░ ▒▒ ░░▒ ░▒▒░ ▒░ ▒▒░░ ▒▒░ ░░▒ ▒▒▒ ▒░░ ▒░░ ▒░▒ ░▒▒░: [1166, 1110, 1555, 1118]
banner-title: Splashes & Spurts: [922, 114, 1072, 171]
ad-name: THE CLOTH HALL,: [1197, 657, 1331, 673]
image-credit: Image © THE BRITISH LIBRARY BOARD. ALL RIGHTS RESERVED.: [898, 2202, 1576, 2226]
article-body-text: ▒▒ ░░▒ ░▒▒░ ▒░ ▒▒░░ ▒▒░ ░░▒ ▒▒▒ ▒░░ ▒░░ ▒░▒ ░▒▒░ ▒▒ ░░▒ ░▒▒░ ▒░ ▒▒░░ ▒▒░ ░░▒ ▒▒▒ ▒░░ ▒░░ ▒░▒ ░▒▒░ ▒▒ ░░▒ ░▒▒░ ▒░ ▒▒░░ ▒▒░ ░░▒ ▒▒▒ ▒░░ ▒░░ ▒░▒ ░▒▒░ ▒▒ ░░▒ ░▒▒░ ▒░ ▒▒░░ ▒▒░ ░░▒ ▒▒▒ ▒░░ ▒░░ ▒░▒ ░▒▒░ ▒▒ ░░▒ ░▒▒░ ▒░ ▒▒░░ ▒▒░ ░░▒ ▒▒▒ ▒░░ ▒░░ ▒░▒ ░▒▒░ ▒▒ ░░▒ ░▒▒░ ▒░ ▒▒░░ ▒▒░ ░░▒ ▒▒▒ ▒░░ ▒░░ ▒░▒ ░▒▒░ ▒▒ ░░▒ ░▒▒░ ▒░ ▒▒░░ ▒▒░ ░░▒ ▒▒▒ ▒░░ ▒░░ ▒░▒ ░▒▒░ ▒▒ ░░▒ ░▒▒░ ▒░ ▒▒░░ ▒▒░ ░░▒ ▒▒▒ ▒░░ ▒░░ ▒░▒ ░▒▒░ ▒▒ ░░▒ ░▒▒░ ▒░ ▒▒░░ ▒▒░ ░░▒ ▒▒▒ ▒░░ ▒░░ ▒░▒ ░▒▒░ ▒▒ ░░▒ ░▒▒░ ▒░ ▒▒░░ ▒▒░ ░░▒ ▒▒▒ ▒░░ ▒░░ ▒░▒ ░▒▒░ ▒▒ ░░▒ ░▒▒░ ▒░ ▒▒░░ ▒▒░ ░░▒ ▒▒▒ ▒░░ ▒░░ ▒░▒ ░▒▒░ ▒▒ ░░▒ ░▒▒░ ▒░ ▒▒░░ ▒▒░ ░░▒ ▒▒▒ ▒░░ ▒░░ ▒░▒ ░▒▒░ ▒▒ ░░▒ ░▒▒░ ▒░ ▒▒░░ ▒▒░ ░░▒ ▒▒▒ ▒░░ ▒░░ ▒░▒ ░▒▒░ ▒▒ ░░▒ ░▒▒░ ▒░ ▒▒░░ ▒▒░ ░░▒ ▒▒▒ ▒░░ ▒░░ ▒░▒ ░▒▒░ ▒▒ ░░▒ ░▒▒░ ▒░ ▒▒░░ ▒▒░ ░░▒ ▒▒▒ ▒░░ ▒░░ ▒░▒ ░▒▒░ ▒▒ ░░▒ ░▒▒░ ▒░ ▒▒░░ ▒▒░ ░░▒ ▒▒▒ ▒░░ ▒░░ ▒░▒ ░▒▒░ ▒▒ ░░▒ ░▒▒░ ▒░ ▒▒░░ ▒▒░ ░░▒ ▒▒▒ ▒░░ ▒░░ ▒░▒ ░▒▒░ ▒▒ ░░▒ ░▒▒░ ▒░ ▒▒░░ ▒▒░ ░░▒ ▒▒▒ ▒░░ ▒░░ ▒░▒ ░▒▒░ ▒▒ ░░▒ ░▒▒░ ▒░ ▒▒░░ ▒▒░ ░░▒ ▒▒▒ ▒░░ ▒░░ ▒░▒ ░▒▒░ ▒▒ ░░▒ ░▒▒░ ▒░ ▒▒░░ ▒▒░ ░░▒ ▒▒▒ ▒░░ ▒░░ ▒░▒ ░▒▒░: [429, 1146, 665, 1304]
ad-line: UMBRELLAS RE-COVERED IN ONE HOUR.: [1264, 1200, 1485, 1211]
article-paragraph: Mr Spofforth, the "demon" bowler, who played last season for Derbyshire, has taken a house in Broadfield Gardens, West Hampstead, and may be expected to play this year in first-class matches.: [920, 1140, 1155, 1168]
article-paragraph: WHERE THE CLUBS GO TO ON SATURDAY.—The Northern to Lanark, the Caledonia to Fenwick, the East Stirlingshire to Bridge-of-Allan, the Maxwell to Bridge-of-Weir.: [429, 356, 665, 383]
article-paragraph: Mr Blackburne has won his match with Sener Golmayo. The latter is a Judge in the Supreme Court of Cuba.: [675, 1515, 910, 1532]
article-body-text: ▒▒ ░░▒ ░▒▒░ ▒░ ▒▒░░ ▒▒░ ░░▒ ▒▒▒ ▒░░ ▒░░ ▒░▒ ░▒▒░ ▒▒ ░░▒ ░▒▒░ ▒░ ▒▒░░ ▒▒░ ░░▒ ▒▒▒ ▒░░ ▒░░ ▒░▒ ░▒▒░ ▒▒ ░░▒ ░▒▒░ ▒░ ▒▒░░ ▒▒░ ░░▒ ▒▒▒ ▒░░ ▒░░ ▒░▒ ░▒▒░ ▒▒ ░░▒ ░▒▒░ ▒░ ▒▒░░ ▒▒░ ░░▒ ▒▒▒ ▒░░ ▒░░ ▒░▒ ░▒▒░ ▒▒ ░░▒ ░▒▒░ ▒░ ▒▒░░ ▒▒░ ░░▒ ▒▒▒ ▒░░ ▒░░ ▒░▒ ░▒▒░ ▒▒ ░░▒ ░▒▒░ ▒░ ▒▒░░ ▒▒░ ░░▒ ▒▒▒ ▒░░ ▒░░ ▒░▒ ░▒▒░ ▒▒ ░░▒ ░▒▒░ ▒░ ▒▒░░ ▒▒░ ░░▒ ▒▒▒ ▒░░ ▒░░ ▒░▒ ░▒▒░ ▒▒ ░░▒ ░▒▒░ ▒░ ▒▒░░ ▒▒░ ░░▒ ▒▒▒ ▒░░ ▒░░ ▒░▒ ░▒▒░ ▒▒ ░░▒ ░▒▒░ ▒░ ▒▒░░ ▒▒░ ░░▒ ▒▒▒ ▒░░ ▒░░ ▒░▒ ░▒▒░ ▒▒ ░░▒ ░▒▒░ ▒░ ▒▒░░ ▒▒░ ░░▒ ▒▒▒ ▒░░ ▒░░ ▒░▒ ░▒▒░ ▒▒ ░░▒ ░▒▒░ ▒░ ▒▒░░ ▒▒░ ░░▒ ▒▒▒ ▒░░ ▒░░ ▒░▒ ░▒▒░ ▒▒ ░░▒ ░▒▒░ ▒░ ▒▒░░ ▒▒░ ░░▒ ▒▒▒ ▒░░ ▒░░ ▒░▒ ░▒▒░ ▒▒ ░░▒ ░▒▒░ ▒░ ▒▒░░ ▒▒░ ░░▒ ▒▒▒ ▒░░ ▒░░ ▒░▒ ░▒▒░ ▒▒ ░░▒ ░▒▒░ ▒░ ▒▒░░ ▒▒░ ░░▒ ▒▒▒ ▒░░ ▒░░ ▒░▒ ░▒▒░ ▒▒ ░░▒ ░▒▒░ ▒░ ▒▒░░ ▒▒░ ░░▒ ▒▒▒ ▒░░ ▒░░ ▒░▒ ░▒▒░ ▒▒ ░░▒ ░▒▒░ ▒░ ▒▒░░ ▒▒░ ░░▒ ▒▒▒ ▒░░ ▒░░ ▒░▒ ░▒▒░ ▒▒ ░░▒ ░▒▒░ ▒░ ▒▒░░ ▒▒░ ░░▒ ▒▒▒ ▒░░ ▒░░ ▒░▒ ░▒▒░ ▒▒ ░░▒ ░▒▒░ ▒░ ▒▒░░ ▒▒░ ░░▒ ▒▒▒ ▒░░ ▒░░ ▒░▒ ░▒▒░ ▒▒ ░░▒ ░▒▒░ ▒░ ▒▒░░ ▒▒░ ░░▒ ▒▒▒ ▒░░ ▒░░ ▒░▒ ░▒▒░ ▒▒ ░░▒ ░▒▒░ ▒░ ▒▒░░ ▒▒░ ░░▒ ▒▒▒ ▒░░ ▒░░ ▒░▒ ░▒▒░ ▒▒ ░░▒ ░▒▒░ ▒░ ▒▒░░ ▒▒░ ░░▒ ▒▒▒ ▒░░ ▒░░ ▒░▒ ░▒▒░ ▒▒ ░░▒ ░▒▒░ ▒░ ▒▒░░ ▒▒░ ░░▒ ▒▒▒ ▒░░ ▒░░ ▒░▒ ░▒▒░ ▒▒ ░░▒ ░▒▒░ ▒░ ▒▒░░ ▒▒░ ░░▒ ▒▒▒ ▒░░ ▒░░ ▒░▒ ░▒▒░ ▒▒ ░░▒ ░▒▒░ ▒░ ▒▒░░ ▒▒░ ░░▒ ▒▒▒ ▒░░ ▒░░ ▒░▒ ░▒▒░ ▒▒ ░░▒ ░▒▒░ ▒░ ▒▒░░ ▒▒░ ░░▒ ▒▒▒ ▒░░ ▒░░ ▒░▒ ░▒▒░ ▒▒ ░░▒ ░▒▒░ ▒░ ▒▒░░ ▒▒░ ░░▒ ▒▒▒ ▒░░ ▒░░ ▒░▒ ░▒▒░ ▒▒ ░░▒ ░▒▒░ ▒░ ▒▒░░ ▒▒░ ░░▒ ▒▒▒ ▒░░ ▒░░ ▒░▒ ░▒▒░ ▒▒ ░░▒ ░▒▒░ ▒░ ▒▒░░ ▒▒░ ░░▒ ▒▒▒ ▒░░ ▒░░ ▒░▒ ░▒▒░ ▒▒ ░░▒ ░▒▒░ ▒░ ▒▒░░ ▒▒░ ░░▒ ▒▒▒ ▒░░ ▒░░ ▒░▒ ░▒▒░ ▒▒ ░░▒ ░▒▒░ ▒░ ▒▒░░ ▒▒░ ░░▒ ▒▒▒ ▒░░ ▒░░ ▒░▒ ░▒▒░ ▒▒ ░░▒ ░▒▒░ ▒░ ▒▒░░ ▒▒░ ░░▒ ▒▒▒ ▒░░ ▒░░ ▒░▒ ░▒▒░ ▒▒ ░░▒ ░▒▒░ ▒░ ▒▒░░ ▒▒░ ░░▒ ▒▒▒ ▒░░ ▒░░ ▒░▒ ░▒▒░ ▒▒ ░░▒ ░▒▒░ ▒░ ▒▒░░ ▒▒░ ░░▒ ▒▒▒ ▒░░ ▒░░ ▒░▒ ░▒▒░ ▒▒ ░░▒ ░▒▒░ ▒░ ▒▒░░ ▒▒░ ░░▒ ▒▒▒ ▒░░ ▒░░ ▒░▒ ░▒▒░ ▒▒ ░░▒ ░▒▒░ ▒░ ▒▒░░ ▒▒░ ░░▒ ▒▒▒ ▒░░ ▒░░ ▒░▒ ░▒▒░ ▒▒ ░░▒ ░▒▒░ ▒░ ▒▒░░ ▒▒░ ░░▒ ▒▒▒ ▒░░ ▒░░ ▒░▒ ░▒▒░ ▒▒ ░░▒ ░▒▒░ ▒░ ▒▒░░ ▒▒░ ░░▒ ▒▒▒ ▒░░ ▒░░ ▒░▒ ░▒▒░ ▒▒ ░░▒ ░▒▒░ ▒░ ▒▒░░ ▒▒░ ░░▒ ▒▒▒ ▒░░ ▒░░ ▒░▒ ░▒▒░ ▒▒ ░░▒ ░▒▒░ ▒░ ▒▒░░ ▒▒░ ░░▒ ▒▒▒ ▒░░ ▒░░ ▒░▒ ░▒▒░ ▒▒ ░░▒ ░▒▒░ ▒░ ▒▒░░ ▒▒░ ░░▒ ▒▒▒ ▒░░ ▒░░ ▒░▒ ░▒▒░ ▒▒ ░░▒ ░▒▒░ ▒░ ▒▒░░ ▒▒░ ░░▒ ▒▒▒ ▒░░ ▒░░ ▒░▒ ░▒▒░ ▒▒ ░░▒ ░▒▒░ ▒░ ▒▒░░ ▒▒░ ░░▒ ▒▒▒ ▒░░ ▒░░ ▒░▒ ░▒▒░ ▒▒ ░░▒ ░▒▒░ ▒░ ▒▒░░ ▒▒░ ░░▒ ▒▒▒ ▒░░ ▒░░ ▒░▒ ░▒▒░ ▒▒ ░░▒ ░▒▒░ ▒░ ▒▒░░ ▒▒░ ░░▒ ▒▒▒ ▒░░ ▒░░ ▒░▒ ░▒▒░ ▒▒ ░░▒ ░▒▒░ ▒░ ▒▒░░ ▒▒░ ░░▒ ▒▒▒ ▒░░ ▒░░ ▒░▒ ░▒▒░ ▒▒ ░░▒ ░▒▒░ ▒░ ▒▒░░ ▒▒░ ░░▒ ▒▒▒ ▒░░ ▒░░ ▒░▒ ░▒▒░ ▒▒ ░░▒ ░▒▒░ ▒░ ▒▒░░ ▒▒░ ░░▒ ▒▒▒ ▒░░ ▒░░ ▒░▒ ░▒▒░ ▒▒ ░░▒ ░▒▒░ ▒░ ▒▒░░ ▒▒░ ░░▒ ▒▒▒ ▒░░ ▒░░ ▒░▒ ░▒▒░ ▒▒ ░░▒ ░▒▒░ ▒░ ▒▒░░ ▒▒░ ░░▒ ▒▒▒ ▒░░ ▒░░ ▒░▒ ░▒▒░ ▒▒ ░░▒ ░▒▒░ ▒░ ▒▒░░ ▒▒░ ░░▒ ▒▒▒ ▒░░ ▒░░ ▒░▒ ░▒▒░ ▒▒ ░░▒ ░▒▒░ ▒░ ▒▒░░ ▒▒░ ░░▒ ▒▒▒ ▒░░ ▒░░ ▒░▒ ░▒▒░ ▒▒ ░░▒ ░▒▒░ ▒░: [429, 384, 665, 793]
newspaper-page: [37, 43, 1588, 2196]
ad-line: J. GOW & SONS, 151 TRONGATE, GLASGOW,: [1283, 1908, 1466, 1918]
article-paragraph: As a first year's effort, the entries for the S.A.A.A. Individual Championships at Ibrox last Friday are very encouraging. Thirteen entrants in all have come forward.: [675, 203, 910, 230]
signature: DISGUSTED.: [617, 1878, 665, 1887]
ad-line: PLEASE NOTE.—41 IS OUR ONLY NUMBER.: [1182, 710, 1346, 720]
ad-name: D. DOW,: [1217, 548, 1311, 574]
column-cycling: [425, 84, 670, 2196]
ad-body-text: ▒▒ ░░▒ ░▒▒░ ▒░ ▒▒░░ ▒▒░ ░░▒ ▒▒▒ ▒░░ ▒░░ ▒░▒ ░▒▒░ ▒▒ ░░▒ ░▒▒░ ▒░ ▒▒░░ ▒▒░ ░░▒ ▒▒▒ ▒░░ ▒░░ ▒░▒ ░▒▒░ ▒▒ ░░▒ ░▒▒░ ▒░ ▒▒░░ ▒▒░ ░░▒ ▒▒▒ ▒░░ ▒░░ ▒░▒ ░▒▒░ ▒▒ ░░▒ ░▒▒░ ▒░ ▒▒░░ ▒▒░ ░░▒ ▒▒▒ ▒░░ ▒░░ ▒░▒ ░▒▒░ ▒▒ ░░▒ ░▒▒░ ▒░ ▒▒░░ ▒▒░ ░░▒ ▒▒▒ ▒░░ ▒░░ ▒░▒ ░▒▒░ ▒▒ ░░▒ ░▒▒░ ▒░ ▒▒░░ ▒▒░ ░░▒ ▒▒▒ ▒░░ ▒░░ ▒░▒ ░▒▒░ ▒▒ ░░▒ ░▒▒░ ▒░ ▒▒░░ ▒▒░ ░░▒ ▒▒▒ ▒░░ ▒░░ ▒░▒ ░▒▒░ ▒▒ ░░▒ ░▒▒░ ▒░ ▒▒░░ ▒▒░ ░░▒ ▒▒▒ ▒░░ ▒░░ ▒░▒ ░▒▒░ ▒▒ ░░▒ ░▒▒░ ▒░ ▒▒░░ ▒▒░ ░░▒ ▒▒▒ ▒░░ ▒░░ ▒░▒ ░▒▒░ ▒▒ ░░▒ ░▒▒░ ▒░ ▒▒░░ ▒▒░ ░░▒ ▒▒▒ ▒░░ ▒░░ ▒░▒ ░▒▒░ ▒▒ ░░▒ ░▒▒░ ▒░ ▒▒░░ ▒▒░ ░░▒ ▒▒▒ ▒░░ ▒░░ ▒░▒ ░▒▒░ ▒▒ ░░▒ ░▒▒░ ▒░: [1381, 584, 1577, 695]
article-body-text: ▒▒ ░░▒ ░▒▒░ ▒░ ▒▒░░ ▒▒░ ░░▒ ▒▒▒ ▒░░ ▒░░ ▒░▒ ░▒▒░ ▒▒ ░░▒ ░▒▒░ ▒░ ▒▒░░ ▒▒░ ░░▒ ▒▒▒ ▒░░ ▒░░ ▒░▒ ░▒▒░ ▒▒ ░░▒ ░▒▒░ ▒░ ▒▒░░ ▒▒░ ░░▒ ▒▒▒ ▒░░ ▒░░ ▒░▒ ░▒▒░ ▒▒ ░░▒ ░▒▒░ ▒░ ▒▒░░ ▒▒░ ░░▒ ▒▒▒ ▒░░ ▒░░ ▒░▒ ░▒▒░ ▒▒ ░░▒ ░▒▒░ ▒░ ▒▒░░ ▒▒░ ░░▒ ▒▒▒ ▒░░ ▒░░ ▒░▒ ░▒▒░ ▒▒ ░░▒ ░▒▒░ ▒░ ▒▒░░ ▒▒░ ░░▒ ▒▒▒ ▒░░ ▒░░ ▒░▒ ░▒▒░ ▒▒ ░░▒ ░▒▒░ ▒░ ▒▒░░ ▒▒░ ░░▒ ▒▒▒ ▒░░ ▒░░ ▒░▒ ░▒▒░ ▒▒ ░░▒ ░▒▒░ ▒░ ▒▒░░ ▒▒░ ░░▒ ▒▒▒ ▒░░ ▒░░ ▒░▒ ░▒▒░ ▒▒ ░░▒ ░▒▒░ ▒░ ▒▒░░ ▒▒░ ░░▒ ▒▒▒ ▒░░ ▒░░ ▒░▒ ░▒▒░ ▒▒ ░░▒ ░▒▒░ ▒░ ▒▒░░ ▒▒░ ░░▒ ▒▒▒ ▒░░ ▒░░ ▒░▒ ░▒▒░ ▒▒ ░░▒ ░▒▒░ ▒░ ▒▒░░ ▒▒░ ░░▒ ▒▒▒ ▒░░ ▒░░ ▒░▒ ░▒▒░ ▒▒ ░░▒ ░▒▒░ ▒░ ▒▒░░ ▒▒░ ░░▒ ▒▒▒ ▒░░ ▒░░ ▒░▒ ░▒▒░ ▒▒ ░░▒ ░▒▒░ ▒░ ▒▒░░ ▒▒░ ░░▒ ▒▒▒ ▒░░ ▒░░ ▒░▒ ░▒▒░ ▒▒ ░░▒ ░▒▒░ ▒░ ▒▒░░ ▒▒░ ░░▒ ▒▒▒ ▒░░ ▒░░ ▒░▒ ░▒▒░ ▒▒ ░░▒ ░▒▒░ ▒░ ▒▒░░ ▒▒░ ░░▒ ▒▒▒ ▒░░ ▒░░ ▒░▒ ░▒▒░ ▒▒ ░░▒ ░▒▒░ ▒░ ▒▒░░ ▒▒░ ░░▒ ▒▒▒ ▒░░ ▒░░ ▒░▒ ░▒▒░ ▒▒ ░░▒ ░▒▒░ ▒░ ▒▒░░ ▒▒░ ░░▒ ▒▒▒ ▒░░ ▒░░ ▒░▒ ░▒▒░ ▒▒ ░░▒ ░▒▒░ ▒░ ▒▒░░ ▒▒░ ░░▒ ▒▒▒ ▒░░ ▒░░ ▒░▒ ░▒▒░ ▒▒ ░░▒ ░▒▒░ ▒░ ▒▒░░ ▒▒░ ░░▒ ▒▒▒ ▒░░ ▒░░ ▒░▒ ░▒▒░ ▒▒ ░░▒ ░▒▒░ ▒░ ▒▒░░ ▒▒░ ░░▒ ▒▒▒ ▒░░ ▒░░ ▒░▒ ░▒▒░ ▒▒ ░░▒ ░▒▒░ ▒░ ▒▒░░ ▒▒░ ░░▒ ▒▒▒ ▒░░ ▒░░ ▒░▒ ░▒▒░ ▒▒ ░░▒ ░▒▒░ ▒░ ▒▒░░ ▒▒░ ░░▒ ▒▒▒ ▒░░ ▒░░ ▒░▒ ░▒▒░ ▒▒ ░░▒ ░▒▒░ ▒░ ▒▒░░ ▒▒░ ░░▒ ▒▒▒ ▒░░ ▒░░ ▒░▒ ░▒▒░ ▒▒ ░░▒ ░▒▒░ ▒░ ▒▒░░ ▒▒░ ░░▒ ▒▒▒ ▒░░ ▒░░ ▒░▒ ░▒▒░ ▒▒ ░░▒ ░▒▒░ ▒░ ▒▒░░ ▒▒░ ░░▒ ▒▒▒ ▒░░ ▒░░ ▒░▒ ░▒▒░ ▒▒ ░░▒ ░▒▒░ ▒░ ▒▒░░ ▒▒░ ░░▒ ▒▒▒ ▒░░ ▒░░ ▒░▒ ░▒▒░ ▒▒ ░░▒ ░▒▒░ ▒░ ▒▒░░ ▒▒░ ░░▒ ▒▒▒ ▒░░ ▒░░ ▒░▒ ░▒▒░ ▒▒ ░░▒ ░▒▒░ ▒░ ▒▒░░ ▒▒░ ░░▒ ▒▒▒ ▒░░ ▒░░ ▒░▒ ░▒▒░ ▒▒ ░░▒ ░▒▒░ ▒░ ▒▒░░ ▒▒░ ░░▒ ▒▒▒ ▒░░ ▒░░ ▒░▒ ░▒▒░ ▒▒ ░░▒ ░▒▒░ ▒░: [675, 972, 910, 1203]
ad-line: THE UMBRELLA HOUSE OF THE CITY.: [1267, 1130, 1482, 1142]
article-body-text: ▒▒ ░░▒ ░▒▒░ ▒░ ▒▒░░ ▒▒░ ░░▒ ▒▒▒ ▒░░ ▒░░ ▒░▒ ░▒▒░ ▒▒ ░░▒ ░▒▒░ ▒░ ▒▒░░ ▒▒░ ░░▒ ▒▒▒ ▒░░ ▒░░ ▒░▒ ░▒▒░ ▒▒ ░░▒ ░▒▒░ ▒░ ▒▒░░ ▒▒░ ░░▒ ▒▒▒ ▒░░ ▒░░ ▒░▒ ░▒▒░ ▒▒ ░░▒ ░▒▒░ ▒░ ▒▒░░ ▒▒░ ░░▒ ▒▒▒ ▒░░ ▒░░ ▒░▒ ░▒▒░ ▒▒ ░░▒ ░▒▒░ ▒░ ▒▒░░ ▒▒░ ░░▒ ▒▒▒ ▒░░ ▒░░ ▒░▒ ░▒▒░ ▒▒ ░░▒ ░▒▒░ ▒░ ▒▒░░ ▒▒░ ░░▒ ▒▒▒ ▒░░ ▒░░ ▒░▒ ░▒▒░ ▒▒ ░░▒ ░▒▒░ ▒░ ▒▒░░ ▒▒░ ░░▒ ▒▒▒ ▒░░ ▒░░ ▒░▒ ░▒▒░ ▒▒ ░░▒ ░▒▒░ ▒░ ▒▒░░ ▒▒░ ░░▒ ▒▒▒ ▒░░ ▒░░ ▒░▒ ░▒▒░ ▒▒ ░░▒ ░▒▒░ ▒░ ▒▒░░ ▒▒░ ░░▒ ▒▒▒ ▒░░ ▒░░ ▒░▒ ░▒▒░ ▒▒ ░░▒ ░▒▒░ ▒░ ▒▒░░ ▒▒░ ░░▒ ▒▒▒ ▒░░ ▒░░ ▒░▒ ░▒▒░ ▒▒ ░░▒ ░▒▒░ ▒░ ▒▒░░ ▒▒░ ░░▒ ▒▒▒ ▒░░ ▒░░ ▒░▒ ░▒▒░ ▒▒ ░░▒ ░▒▒░ ▒░ ▒▒░░ ▒▒░ ░░▒ ▒▒▒ ▒░░ ▒░░ ▒░▒ ░▒▒░ ▒▒ ░░▒ ░▒▒░ ▒░ ▒▒░░ ▒▒░ ░░▒ ▒▒▒ ▒░░ ▒░░ ▒░▒ ░▒▒░ ▒▒ ░░▒ ░▒▒░ ▒░ ▒▒░░ ▒▒░ ░░▒ ▒▒▒ ▒░░ ▒░░ ▒░▒ ░▒▒░ ▒▒ ░░▒ ░▒▒░ ▒░ ▒▒░░ ▒▒░ ░░▒ ▒▒▒ ▒░░ ▒░░ ▒░▒ ░▒▒░ ▒▒ ░░▒ ░▒▒░ ▒░ ▒▒░░ ▒▒░ ░░▒ ▒▒▒ ▒░░ ▒░░ ▒░▒ ░▒▒░ ▒▒ ░░▒ ░▒▒░ ▒░ ▒▒░░ ▒▒░ ░░▒ ▒▒▒ ▒░░ ▒░░ ▒░▒ ░▒▒░ ▒▒ ░░▒ ░▒▒░ ▒░ ▒▒░░ ▒▒░ ░░▒ ▒▒▒ ▒░░ ▒░░ ▒░▒ ░▒▒░ ▒▒ ░░▒ ░▒▒░ ▒░ ▒▒░░ ▒▒░ ░░▒ ▒▒▒ ▒░░ ▒░░ ▒░▒ ░▒▒░ ▒▒ ░░▒ ░▒▒░ ▒░ ▒▒░░ ▒▒░ ░░▒ ▒▒▒ ▒░░ ▒░░ ▒░▒ ░▒▒░ ▒▒ ░░▒ ░▒▒░ ▒░ ▒▒░░ ▒▒░ ░░▒ ▒▒▒ ▒░░ ▒░░ ▒░▒ ░▒▒░ ▒▒ ░░▒ ░▒▒░ ▒░ ▒▒░░ ▒▒░ ░░▒ ▒▒▒ ▒░░ ▒░░ ▒░▒ ░▒▒░ ▒▒ ░░▒ ░▒▒░ ▒░ ▒▒░░ ▒▒░ ░░▒ ▒▒▒ ▒░░ ▒░░ ▒░▒ ░▒▒░ ▒▒ ░░▒ ░▒▒░ ▒░ ▒▒░░ ▒▒░ ░░▒ ▒▒▒ ▒░░ ▒░░ ▒░▒ ░▒▒░ ▒▒ ░░▒ ░▒▒░ ▒░ ▒▒░░ ▒▒░ ░░▒ ▒▒▒ ▒░░ ▒░░ ▒░▒ ░▒▒░ ▒▒ ░░▒ ░▒▒░ ▒░ ▒▒░░ ▒▒░ ░░▒ ▒▒▒ ▒░░ ▒░░ ▒░▒ ░▒▒░ ▒▒ ░░▒ ░▒▒░ ▒░ ▒▒░░ ▒▒░ ░░▒ ▒▒▒ ▒░░ ▒░░ ▒░▒ ░▒▒░ ▒▒ ░░▒ ░▒▒░ ▒░ ▒▒░░ ▒▒░ ░░▒ ▒▒▒ ▒░░ ▒░░ ▒░▒ ░▒▒░ ▒▒ ░░▒ ░▒▒░ ▒░ ▒▒░░ ▒▒░ ░░▒ ▒▒▒ ▒░░ ▒░░ ▒░▒ ░▒▒░ ▒▒ ░░▒ ░▒▒░ ▒░ ▒▒░░ ▒▒░ ░░▒ ▒▒▒ ▒░░ ▒░░ ▒░▒ ░▒▒░ ▒▒ ░░▒ ░▒▒░ ▒░ ▒▒░░ ▒▒░ ░░▒ ▒▒▒ ▒░░ ▒░░ ▒░▒ ░▒▒░ ▒▒ ░░▒ ░▒▒░ ▒░ ▒▒░░ ▒▒░ ░░▒ ▒▒▒ ▒░░ ▒░░ ▒░▒ ░▒▒░ ▒▒ ░░▒ ░▒▒░ ▒░ ▒▒░░ ▒▒░ ░░▒ ▒▒▒ ▒░░ ▒░░ ▒░▒ ░▒▒░ ▒▒ ░░▒ ░▒▒░ ▒░ ▒▒░░ ▒▒░ ░░▒ ▒▒▒ ▒░░ ▒░░ ▒░▒ ░▒▒░ ▒▒ ░░▒ ░▒▒░ ▒░ ▒▒░░ ▒▒░ ░░▒ ▒▒▒ ▒░░ ▒░░ ▒░▒ ░▒▒░ ▒▒ ░░▒ ░▒▒░ ▒░ ▒▒░░ ▒▒░ ░░▒ ▒▒▒ ▒░░ ▒░░ ▒░▒ ░▒▒░ ▒▒ ░░▒ ░▒▒░ ▒░ ▒▒░░ ▒▒░ ░░▒ ▒▒▒ ▒░░ ▒░░ ▒░▒ ░▒▒░ ▒▒ ░░▒ ░▒▒░ ▒░ ▒▒░░ ▒▒░ ░░▒ ▒▒▒ ▒░░ ▒░░ ▒░▒ ░▒▒░ ▒▒ ░░▒ ░▒▒░ ▒░ ▒▒░░ ▒▒░ ░░▒ ▒▒▒ ▒░░ ▒░░ ▒░▒ ░▒▒░ ▒▒ ░░▒ ░▒▒░ ▒░ ▒▒░░ ▒▒░ ░░▒ ▒▒▒ ▒░░ ▒░░ ▒░▒ ░▒▒░ ▒▒ ░░▒ ░▒▒░ ▒░ ▒▒░░ ▒▒░ ░░▒ ▒▒▒ ▒░░ ▒░░ ▒░▒ ░▒▒░ ▒▒ ░░▒ ░▒▒░ ▒░ ▒▒░░ ▒▒░ ░░▒ ▒▒▒ ▒░░ ▒░░ ▒░▒ ░▒▒░ ▒▒ ░░▒ ░▒▒░ ▒░ ▒▒░░ ▒▒░ ░░▒ ▒▒▒ ▒░░ ▒░░ ▒░▒ ░▒▒░ ▒▒ ░░▒ ░▒▒░ ▒░ ▒▒░░ ▒▒░ ░░▒ ▒▒▒ ▒░░ ▒░░ ▒░▒ ░▒▒░ ▒▒ ░░▒ ░▒▒░ ▒░ ▒▒░░ ▒▒░ ░░▒ ▒▒▒ ▒░░ ▒░░ ▒░▒ ░▒▒░ ▒▒ ░░▒ ░▒▒░ ▒░ ▒▒░░ ▒▒░ ░░▒ ▒▒▒ ▒░░ ▒░░ ▒░▒ ░▒▒░ ▒▒ ░░▒ ░▒▒░ ▒░ ▒▒░░ ▒▒░ ░░▒ ▒▒▒ ▒░░ ▒░░ ▒░▒ ░▒▒░ ▒▒ ░░▒ ░▒▒░ ▒░ ▒▒░░ ▒▒░ ░░▒ ▒▒▒ ▒░░ ▒░░ ▒░▒ ░▒▒░ ▒▒ ░░▒ ░▒▒░ ▒░ ▒▒░░ ▒▒░ ░░▒ ▒▒▒ ▒░░ ▒░░ ▒░▒ ░▒▒░ ▒▒ ░░▒ ░▒▒░ ▒░ ▒▒░░ ▒▒░ ░░▒ ▒▒▒ ▒░░ ▒░░ ▒░▒ ░▒▒░ ▒▒ ░░▒ ░▒▒░ ▒░ ▒▒░░ ▒▒░ ░░▒ ▒▒▒ ▒░░ ▒░░ ▒░▒ ░▒▒░ ▒▒ ░░▒ ░▒▒░ ▒░ ▒▒░░ ▒▒░ ░░▒ ▒▒▒ ▒░░ ▒░░ ▒░▒ ░▒▒░ ▒▒ ░░▒ ░▒▒░ ▒░ ▒▒░░ ▒▒░ ░░▒ ▒▒▒ ▒░░ ▒░░ ▒░▒ ░▒▒░ ▒▒ ░░▒ ░▒▒░ ▒░ ▒▒░░ ▒▒░ ░░▒ ▒▒▒ ▒░░ ▒░░ ▒░▒ ░▒▒░ ▒▒ ░░▒ ░▒▒░ ▒░ ▒▒░░ ▒▒░ ░░▒ ▒▒▒ ▒░░ ▒░░ ▒░▒ ░▒▒░ ▒▒ ░░▒ ░▒▒░ ▒░ ▒▒░░ ▒▒░ ░░▒ ▒▒▒ ▒░░ ▒░░ ▒░▒ ░▒▒░ ▒▒ ░░▒ ░▒▒░ ▒░ ▒▒░░ ▒▒░ ░░▒ ▒▒▒ ▒░░ ▒░░ ▒░▒ ░▒▒░ ▒▒ ░░▒ ░▒▒░ ▒░ ▒▒░░ ▒▒░ ░░▒ ▒▒▒ ▒░░ ▒░░ ▒░▒ ░▒▒░ ▒▒ ░░▒ ░▒▒░ ▒░ ▒▒░░ ▒▒░ ░░▒ ▒▒▒ ▒░░ ▒░░ ▒░▒ ░▒▒░ ▒▒ ░░▒ ░▒▒░ ▒░: [920, 250, 1155, 714]
ad-name: PERCIVAL KING: [1200, 255, 1329, 314]
subsection-title: NEWCASTLE AND MIDDLESBRO' GOSSIP.: [122, 864, 339, 875]
ad-body-text: ▒▒ ░░▒ ░▒▒░ ▒░ ▒▒░░ ▒▒░ ░░▒ ▒▒▒ ▒░░ ▒░░ ▒░▒ ░▒▒░ ▒▒ ░░▒ ░▒▒░ ▒░ ▒▒░░ ▒▒░ ░░▒ ▒▒▒ ▒░░ ▒░░ ▒░▒ ░▒▒░ ▒▒ ░░▒ ░▒▒░ ▒░ ▒▒░░ ▒▒░ ░░▒ ▒▒▒ ▒░░ ▒░░ ▒░▒ ░▒▒░ ▒▒ ░░▒ ░▒▒░ ▒░ ▒▒░░ ▒▒░ ░░▒ ▒▒▒ ▒░░ ▒░░ ▒░▒ ░▒▒░ ▒▒ ░░▒ ░▒▒░ ▒░ ▒▒░░ ▒▒░ ░░▒ ▒▒▒ ▒░░ ▒░░ ▒░▒ ░▒▒░ ▒▒ ░░▒ ░▒▒░ ▒░ ▒▒░░ ▒▒░ ░░▒ ▒▒▒ ▒░░ ▒░░ ▒░▒ ░▒▒░ ▒▒ ░░▒ ░▒▒░ ▒░ ▒▒░░ ▒▒░ ░░▒ ▒▒▒: [1381, 751, 1577, 816]
mitchells-whisky-ad: [1165, 157, 1364, 243]
ad-body-text: ▒▒ ░░▒ ░▒▒░ ▒░ ▒▒░░ ▒▒░ ░░▒ ▒▒▒ ▒░░ ▒░░ ▒░▒ ░▒▒░ ▒▒ ░░▒ ░▒▒░ ▒░ ▒▒░░ ▒▒░ ░░▒ ▒▒▒ ▒░░ ▒░░ ▒░▒ ░▒▒░ ▒▒ ░░▒ ░▒▒░ ▒░ ▒▒░░ ▒▒░ ░░▒ ▒▒▒ ▒░░ ▒░░ ▒░▒ ░▒▒░ ▒▒ ░░▒ ░▒▒░ ▒░ ▒▒░░ ▒▒░ ░░▒ ▒▒▒ ▒░░ ▒░░ ▒░▒ ░▒▒░ ▒▒ ░░▒ ░▒▒░ ▒░ ▒▒░░ ▒▒░ ░░▒ ▒▒▒ ▒░░ ▒░░ ▒░▒ ░▒▒░ ▒▒ ░░▒ ░▒▒░ ▒░ ▒▒░░ ▒▒░ ░░▒ ▒▒▒ ▒░░ ▒░░ ▒░▒ ░▒▒░ ▒▒ ░░▒ ░▒▒░ ▒░ ▒▒░░ ▒▒░ ░░▒ ▒▒▒ ▒░░ ▒░░ ▒░▒ ░▒▒░ ▒▒ ░░▒ ░▒▒░ ▒░ ▒▒░░ ▒▒░ ░░▒ ▒▒▒ ▒░░ ▒░░ ▒░▒ ░▒▒░ ▒▒ ░░▒ ░▒▒░ ▒░ ▒▒░░ ▒▒░ ░░▒ ▒▒▒ ▒░░ ▒░░ ▒░▒ ░▒▒░ ▒▒ ░░▒ ░▒▒░ ▒░ ▒▒░░ ▒▒░ ░░▒ ▒▒▒ ▒░░ ▒░░ ▒░▒ ░▒▒░ ▒▒ ░░▒ ░▒▒░ ▒░ ▒▒░░ ▒▒░ ░░▒ ▒▒▒ ▒░░ ▒░░ ▒░▒ ░▒▒░ ▒▒ ░░▒ ░▒▒░ ▒░ ▒▒░░ ▒▒░ ░░▒ ▒▒▒ ▒░░ ▒░░ ▒░▒ ░▒▒░ ▒▒ ░░▒ ░▒▒░ ▒░ ▒▒░░ ▒▒░ ░░▒ ▒▒▒ ▒░░ ▒░░ ▒░▒ ░▒▒░ ▒▒ ░░▒ ░▒▒░ ▒░ ▒▒░░ ▒▒░ ░░▒ ▒▒▒ ▒░░ ▒░░ ▒░▒ ░▒▒░ ▒▒ ░░▒ ░▒▒░ ▒░ ▒▒░░ ▒▒░ ░░▒ ▒▒▒ ▒░░ ▒░░ ▒░▒ ░▒▒░ ▒▒ ░░▒ ░▒▒░ ▒░ ▒▒░░ ▒▒░ ░░▒ ▒▒▒ ▒░░ ▒░░ ▒░▒ ░▒▒░ ▒▒ ░░▒ ░▒▒░ ▒░ ▒▒░░ ▒▒░ ░░▒ ▒▒▒ ▒░░ ▒░░ ▒░▒ ░▒▒░ ▒▒ ░░▒ ░▒▒░ ▒░ ▒▒░░ ▒▒░ ░░▒ ▒▒▒ ▒░░ ▒░░ ▒░▒ ░▒▒░ ▒▒ ░░▒ ░▒▒░ ▒░ ▒▒░░ ▒▒░ ░░▒ ▒▒▒ ▒░░ ▒░░ ▒░▒ ░▒▒░ ▒▒ ░░▒ ░▒▒░ ▒░ ▒▒░░ ▒▒░ ░░▒ ▒▒▒ ▒░░ ▒░░ ▒░▒ ░▒▒░ ▒▒ ░░▒ ░▒▒░ ▒░ ▒▒░░ ▒▒░ ░░▒ ▒▒▒: [1381, 288, 1577, 482]
ad-line: MATURED,: [1242, 206, 1286, 216]
ad-line: W. G. BELL'S TOURIST FOOTBALL,: [1410, 278, 1548, 288]
ad-porous: POROUS: [869, 1884, 960, 1902]
article-paragraph: Harry Campbell, of the Rovers, who has been ill in London, is recovering very nicely.: [1165, 84, 1364, 102]
cycledom-banner: [429, 248, 665, 335]
article-paragraph: Gibson, the Sunderland half-back, has during the past week been in Preston, and, with the sanction of his committee, he has signed for North-End.: [920, 1112, 1155, 1140]
ad-buy: BUY: [720, 1868, 751, 1884]
ad-body-text: ▒▒ ░░▒ ░▒▒░ ▒░ ▒▒░░ ▒▒░ ░░▒ ▒▒▒ ▒░░ ▒░░ ▒░▒ ░▒▒░ ▒▒ ░░▒ ░▒▒░ ▒░ ▒▒░░ ▒▒░ ░░▒ ▒▒▒ ▒░░ ▒░░ ▒░▒ ░▒▒░ ▒▒ ░░▒ ░▒▒░ ▒░ ▒▒░░ ▒▒░ ░░▒ ▒▒▒ ▒░░ ▒░░ ▒░▒ ░▒▒░ ▒▒ ░░▒ ░▒▒░ ▒░: [1172, 595, 1357, 632]
ad-line: WM. G. BELL'S GREATEST SUCCESS.: [1402, 574, 1555, 584]
allcocks-plasters-ad: [671, 1809, 1158, 2196]
column-splashes-spurts: [916, 84, 1159, 1806]
article-paragraph: Easter week has been a very busy one for football in the Metropolis. What with the Army Cup final, a visit of the Scottish Corinthians, and a raid from the North, the heart of the football man has been made glad.: [41, 122, 419, 140]
ad-body-text: ▒▒ ░░▒ ░▒▒░ ▒░ ▒▒░░ ▒▒░ ░░▒ ▒▒▒ ▒░░ ▒░░ ▒░▒ ░▒▒░ ▒▒ ░░▒ ░▒▒░ ▒░ ▒▒░░ ▒▒░ ░░▒ ▒▒▒ ▒░░ ▒░░ ▒░▒ ░▒▒░ ▒▒ ░░▒ ░▒▒░ ▒░ ▒▒░░ ▒▒░ ░░▒ ▒▒▒ ▒░░ ▒░░ ▒░▒ ░▒▒░ ▒▒ ░░▒ ░▒▒░ ▒░ ▒▒░░ ▒▒░ ░░▒ ▒▒▒ ▒░░ ▒░░ ▒░▒ ░▒▒░ ▒▒ ░░▒ ░▒▒░ ▒░ ▒▒░░ ▒▒░ ░░▒ ▒▒▒ ▒░░ ▒░░ ▒░▒ ░▒▒░ ▒▒ ░░▒ ░▒▒░ ▒░ ▒▒░░ ▒▒░ ░░▒ ▒▒▒ ▒░░ ▒░░ ▒░▒ ░▒▒░ ▒▒ ░░▒ ░▒▒░ ▒░ ▒▒░░ ▒▒░ ░░▒ ▒▒▒ ▒░░ ▒░░ ▒░▒ ░▒▒░ ▒▒ ░░▒ ░▒▒░ ▒░ ▒▒░░ ▒▒░ ░░▒ ▒▒▒ ▒░░ ▒░░ ▒░▒ ░▒▒░ ▒▒ ░░▒ ░▒▒░ ▒░ ▒▒░░ ▒▒░ ░░▒ ▒▒▒ ▒░░ ▒░░ ▒░▒ ░▒▒░ ▒▒ ░░▒ ░▒▒░ ▒░ ▒▒░░ ▒▒░ ░░▒ ▒▒▒ ▒░░ ▒░░ ▒░▒ ░▒▒░ ▒▒ ░░▒ ░▒▒░ ▒░ ▒▒░░ ▒▒░ ░░▒ ▒▒▒ ▒░░ ▒░░ ▒░▒ ░▒▒░ ▒▒ ░░▒ ░▒▒░ ▒░ ▒▒░░ ▒▒░ ░░▒ ▒▒▒ ▒░░ ▒░░ ▒░▒ ░▒▒░ ▒▒ ░░▒ ░▒▒░ ▒░ ▒▒░░ ▒▒░ ░░▒ ▒▒▒: [1168, 1527, 1581, 1582]
bell-price-list-ad: [1374, 224, 1584, 912]
ad-insist: AND INSIST UPON HAVING ALLCOCK'S AND ALLCOCK'S ONLY.: [760, 1982, 1069, 1992]
ad-line: GLASGOW.: [1242, 683, 1286, 693]
ad-line: Of ALL Kinds, for PARLOUR, KITCHEN, and BED-ROOM, or DINING and DRAWING ROOM: [1193, 1948, 1555, 1958]
letter-box-banner: [429, 1430, 665, 1505]
article-paragraph: The Army Cup final attracted about 5,000 spectators to the Oval on Monday, although the weather was bitterly cold. A fairly large proportion of the crowd was composed of soldiers, who are at all times admitted free to the Oval.: [41, 141, 419, 159]
ad-line: THE LEADING HOUSE FOR GOLD AND SILVER BADGES.: [1172, 528, 1357, 548]
article-body-text: ▒▒ ░░▒ ░▒▒░ ▒░ ▒▒░░ ▒▒░ ░░▒ ▒▒▒ ▒░░ ▒░░ ▒░▒ ░▒▒░ ▒▒ ░░▒ ░▒▒░ ▒░ ▒▒░░ ▒▒░ ░░▒ ▒▒▒ ▒░░ ▒░░ ▒░▒ ░▒▒░ ▒▒ ░░▒ ░▒▒░ ▒░ ▒▒░░ ▒▒░ ░░▒ ▒▒▒ ▒░░ ▒░░ ▒░▒ ░▒▒░ ▒▒ ░░▒ ░▒▒░ ▒░ ▒▒░░ ▒▒░ ░░▒ ▒▒▒ ▒░░ ▒░░ ▒░▒ ░▒▒░ ▒▒ ░░▒ ░▒▒░ ▒░ ▒▒░░ ▒▒░ ░░▒ ▒▒▒ ▒░░ ▒░░ ▒░▒ ░▒▒░ ▒▒ ░░▒ ░▒▒░ ▒░ ▒▒░░ ▒▒░ ░░▒ ▒▒▒ ▒░░ ▒░░ ▒░▒ ░▒▒░ ▒▒ ░░▒ ░▒▒░ ▒░ ▒▒░░ ▒▒░ ░░▒ ▒▒▒ ▒░░ ▒░░ ▒░▒ ░▒▒░ ▒▒ ░░▒ ░▒▒░ ▒░ ▒▒░░ ▒▒░ ░░▒ ▒▒▒ ▒░░ ▒░░ ▒░▒ ░▒▒░ ▒▒ ░░▒ ░▒▒░ ▒░ ▒▒░░ ▒▒░ ░░▒ ▒▒▒ ▒░░ ▒░░ ▒░▒ ░▒▒░ ▒▒ ░░▒ ░▒▒░ ▒░ ▒▒░░ ▒▒░ ░░▒ ▒▒▒ ▒░░ ▒░░ ▒░▒ ░▒▒░ ▒▒ ░░▒ ░▒▒░ ▒░ ▒▒░░ ▒▒░ ░░▒ ▒▒▒ ▒░░ ▒░░ ▒░▒ ░▒▒░ ▒▒ ░░▒ ░▒▒░ ▒░ ▒▒░░ ▒▒░ ░░▒ ▒▒▒ ▒░░ ▒░░ ▒░▒ ░▒▒░ ▒▒ ░░▒ ░▒▒░ ▒░ ▒▒░░ ▒▒░ ░░▒ ▒▒▒ ▒░░ ▒░░ ▒░▒ ░▒▒░ ▒▒ ░░▒ ░▒▒░ ▒░ ▒▒░░ ▒▒░ ░░▒ ▒▒▒ ▒░░ ▒░░ ▒░▒ ░▒▒░ ▒▒ ░░▒ ░▒▒░ ▒░ ▒▒░░ ▒▒░ ░░▒ ▒▒▒ ▒░░ ▒░░ ▒░▒ ░▒▒░ ▒▒ ░░▒ ░▒▒░ ▒░ ▒▒░░ ▒▒░ ░░▒ ▒▒▒ ▒░░ ▒░░ ▒░▒ ░▒▒░ ▒▒ ░░▒ ░▒▒░ ▒░ ▒▒░░ ▒▒░ ░░▒ ▒▒▒ ▒░░ ▒░░ ▒░▒ ░▒▒░ ▒▒ ░░▒ ░▒▒░ ▒░ ▒▒░░ ▒▒░ ░░▒ ▒▒▒ ▒░░ ▒░░ ▒░▒ ░▒▒░ ▒▒ ░░▒ ░▒▒░ ▒░ ▒▒░░ ▒▒░ ░░▒ ▒▒▒ ▒░░ ▒░░ ▒░▒ ░▒▒░ ▒▒ ░░▒ ░▒▒░ ▒░ ▒▒░░ ▒▒░ ░░▒ ▒▒▒ ▒░░ ▒░░ ▒░▒ ░▒▒░ ▒▒ ░░▒ ░▒▒░ ▒░ ▒▒░░ ▒▒░ ░░▒ ▒▒▒ ▒░░ ▒░░ ▒░▒ ░▒▒░ ▒▒ ░░▒ ░▒▒░ ▒░ ▒▒░░ ▒▒░ ░░▒ ▒▒▒ ▒░░ ▒░░ ▒░▒ ░▒▒░ ▒▒ ░░▒ ░▒▒░ ▒░ ▒▒░░ ▒▒░ ░░▒ ▒▒▒ ▒░░ ▒░░ ▒░▒ ░▒▒░ ▒▒ ░░▒ ░▒▒░ ▒░ ▒▒░░ ▒▒░ ░░▒ ▒▒▒ ▒░░ ▒░░ ▒░▒ ░▒▒░ ▒▒ ░░▒ ░▒▒░ ▒░ ▒▒░░ ▒▒░ ░░▒ ▒▒▒ ▒░░ ▒░░ ▒░▒ ░▒▒░ ▒▒ ░░▒ ░▒▒░ ▒░ ▒▒░░ ▒▒░ ░░▒ ▒▒▒ ▒░░ ▒░░ ▒░▒ ░▒▒░ ▒▒ ░░▒ ░▒▒░ ▒░ ▒▒░░ ▒▒░ ░░▒ ▒▒▒ ▒░░ ▒░░ ▒░▒ ░▒▒░ ▒▒ ░░▒ ░▒▒░ ▒░ ▒▒░░ ▒▒░ ░░▒ ▒▒▒ ▒░░ ▒░░ ▒░▒ ░▒▒░ ▒▒ ░░▒ ░▒▒░ ▒░ ▒▒░░ ▒▒░ ░░▒ ▒▒▒ ▒░░ ▒░░ ▒░▒ ░▒▒░ ▒▒ ░░▒ ░▒▒░ ▒░ ▒▒░░ ▒▒░ ░░▒ ▒▒▒ ▒░░ ▒░░ ▒░▒ ░▒▒░ ▒▒ ░░▒ ░▒▒░ ▒░ ▒▒░░ ▒▒░ ░░▒ ▒▒▒ ▒░░ ▒░░ ▒░▒ ░▒▒░ ▒▒ ░░▒ ░▒▒░ ▒░ ▒▒░░ ▒▒░ ░░▒ ▒▒▒ ▒░░ ▒░░ ▒░▒ ░▒▒░ ▒▒ ░░▒ ░▒▒░ ▒░ ▒▒░░ ▒▒░ ░░▒ ▒▒▒ ▒░░ ▒░░ ▒░▒ ░▒▒░ ▒▒ ░░▒ ░▒▒░ ▒░ ▒▒░░ ▒▒░ ░░▒ ▒▒▒ ▒░░ ▒░░ ▒░▒ ░▒▒░ ▒▒ ░░▒ ░▒▒░ ▒░ ▒▒░░ ▒▒░ ░░▒ ▒▒▒ ▒░░ ▒░░ ▒░▒ ░▒▒░ ▒▒ ░░▒ ░▒▒░ ▒░ ▒▒░░ ▒▒░ ░░▒ ▒▒▒ ▒░░ ▒░░ ▒░▒ ░▒▒░ ▒▒ ░░▒ ░▒▒░ ▒░ ▒▒░░ ▒▒░ ░░▒ ▒▒▒ ▒░░ ▒░░ ▒░▒ ░▒▒░ ▒▒ ░░▒ ░▒▒░ ▒░ ▒▒░░ ▒▒░ ░░▒ ▒▒▒ ▒░░ ▒░░ ▒░▒ ░▒▒░ ▒▒ ░░▒ ░▒▒░ ▒░ ▒▒░░ ▒▒░ ░░▒ ▒▒▒ ▒░░ ▒░░ ▒░▒ ░▒▒░ ▒▒ ░░▒ ░▒▒░ ▒░ ▒▒░░ ▒▒░ ░░▒ ▒▒▒ ▒░░ ▒░░ ▒░▒ ░▒▒░ ▒▒ ░░▒ ░▒▒░ ▒░ ▒▒░░ ▒▒░ ░░▒ ▒▒▒ ▒░░ ▒░░ ▒░▒ ░▒▒░ ▒▒ ░░▒ ░▒▒░ ▒░ ▒▒░░ ▒▒░ ░░▒ ▒▒▒ ▒░░ ▒░░ ▒░▒ ░▒▒░ ▒▒ ░░▒ ░▒▒░ ▒░ ▒▒░░ ▒▒░ ░░▒ ▒▒▒ ▒░░ ▒░░ ▒░▒ ░▒▒░ ▒▒ ░░▒ ░▒▒░ ▒░ ▒▒░░ ▒▒░ ░░▒ ▒▒▒ ▒░░ ▒░░ ▒░▒ ░▒▒░ ▒▒ ░░▒ ░▒▒░ ▒░ ▒▒░░ ▒▒░ ░░▒ ▒▒▒: [675, 231, 910, 584]
article-paragraph: The Easter meeting of the Royal Liverpool Club took place at Hoylake on Monday and Tuesday, the weather being fine and the greens in excellent order.: [675, 944, 910, 971]
ad-name: REID & TODD: [1268, 1034, 1460, 1067]
belles-banner: [675, 87, 910, 197]
article-body-text: ▒▒ ░░▒ ░▒▒░ ▒░ ▒▒░░ ▒▒░ ░░▒ ▒▒▒ ▒░░ ▒░░ ▒░▒ ░▒▒░ ▒▒ ░░▒ ░▒▒░ ▒░ ▒▒░░ ▒▒░ ░░▒ ▒▒▒ ▒░░ ▒░░ ▒░▒ ░▒▒░ ▒▒ ░░▒ ░▒▒░ ▒░ ▒▒░░ ▒▒░ ░░▒ ▒▒▒ ▒░░ ▒░░ ▒░▒ ░▒▒░ ▒▒ ░░▒ ░▒▒░ ▒░ ▒▒░░ ▒▒░ ░░▒ ▒▒▒ ▒░░ ▒░░ ▒░▒ ░▒▒░ ▒▒ ░░▒ ░▒▒░ ▒░ ▒▒░░ ▒▒░ ░░▒ ▒▒▒ ▒░░ ▒░░ ▒░▒ ░▒▒░ ▒▒ ░░▒ ░▒▒░ ▒░ ▒▒░░ ▒▒░ ░░▒ ▒▒▒ ▒░░ ▒░░ ▒░▒ ░▒▒░ ▒▒ ░░▒ ░▒▒░ ▒░ ▒▒░░ ▒▒░ ░░▒ ▒▒▒: [675, 1410, 910, 1465]
banner-title: Belles & Beaux: [689, 128, 896, 157]
ad-line: LAWN-TENNIS: [1213, 341, 1315, 357]
ad-line: SWIMMING COSTUMES: [1429, 837, 1529, 847]
article-paragraph: The committee of the Waverley Roads Club met on Thursday last, and drew up the following list of fixtures for the season.: [429, 1128, 665, 1145]
subsection-title: WESTERN NOTES.: [502, 341, 592, 351]
article-paragraph: I am very sorry for this, because I would like to have noticed more fully than I can do the reported death of a once famous athlete, I mean Harry M'Millan.: [920, 222, 1155, 249]
signature: GIPSY JOHN.: [615, 1418, 665, 1427]
article-body-text: ▒▒ ░░▒ ░▒▒░ ▒░ ▒▒░░ ▒▒░ ░░▒ ▒▒▒ ▒░░ ▒░░ ▒░▒ ░▒▒░ ▒▒ ░░▒ ░▒▒░ ▒░ ▒▒░░ ▒▒░ ░░▒ ▒▒▒ ▒░░ ▒░░ ▒░▒ ░▒▒░ ▒▒ ░░▒ ░▒▒░ ▒░ ▒▒░░ ▒▒░ ░░▒ ▒▒▒ ▒░░ ▒░░ ▒░▒ ░▒▒░ ▒▒ ░░▒ ░▒▒░ ▒░ ▒▒░░ ▒▒░ ░░▒ ▒▒▒ ▒░░ ▒░░ ▒░▒ ░▒▒░: [1165, 103, 1364, 140]
ad-body-text: ▒▒ ░░▒ ░▒▒░ ▒░ ▒▒░░ ▒▒░ ░░▒ ▒▒▒ ▒░░ ▒░░ ▒░▒ ░▒▒░ ▒▒ ░░▒ ░▒▒░ ▒░ ▒▒░░ ▒▒░ ░░▒ ▒▒▒ ▒░░ ▒░░ ▒░▒ ░▒▒░: [1166, 1070, 1555, 1079]
article-body-text: ▒▒ ░░▒ ░▒▒░ ▒░ ▒▒░░ ▒▒░ ░░▒ ▒▒▒ ▒░░ ▒░░ ▒░▒ ░▒▒░ ▒▒ ░░▒ ░▒▒░ ▒░ ▒▒░░ ▒▒░ ░░▒ ▒▒▒ ▒░░ ▒░░ ▒░▒ ░▒▒░ ▒▒ ░░▒ ░▒▒░ ▒░ ▒▒░░ ▒▒░ ░░▒ ▒▒▒ ▒░░ ▒░░ ▒░▒ ░▒▒░ ▒▒ ░░▒ ░▒▒░ ▒░ ▒▒░░ ▒▒░ ░░▒ ▒▒▒ ▒░░ ▒░░ ▒░▒ ░▒▒░ ▒▒ ░░▒ ░▒▒░ ▒░ ▒▒░░ ▒▒░ ░░▒ ▒▒▒ ▒░░ ▒░░ ▒░▒ ░▒▒░ ▒▒ ░░▒ ░▒▒░ ▒░ ▒▒░░ ▒▒░ ░░▒ ▒▒▒ ▒░░ ▒░░ ▒░▒ ░▒▒░ ▒▒ ░░▒ ░▒▒░ ▒░ ▒▒░░ ▒▒░ ░░▒ ▒▒▒ ▒░░ ▒░░ ▒░▒ ░▒▒░ ▒▒ ░░▒ ░▒▒░ ▒░ ▒▒░░ ▒▒░ ░░▒ ▒▒▒ ▒░░ ▒░░ ▒░▒ ░▒▒░ ▒▒ ░░▒ ░▒▒░ ▒░ ▒▒░░ ▒▒░ ░░▒ ▒▒▒ ▒░░ ▒░░ ▒░▒ ░▒▒░ ▒▒ ░░▒ ░▒▒░ ▒░ ▒▒░░ ▒▒░ ░░▒ ▒▒▒ ▒░░ ▒░░ ▒░▒ ░▒▒░ ▒▒ ░░▒ ░▒▒░ ▒░ ▒▒░░ ▒▒░ ░░▒ ▒▒▒ ▒░░ ▒░░ ▒░▒ ░▒▒░ ▒▒ ░░▒ ░▒▒░ ▒░ ▒▒░░ ▒▒░ ░░▒ ▒▒▒ ▒░░ ▒░░ ▒░▒ ░▒▒░ ▒▒ ░░▒ ░▒▒░ ▒░ ▒▒░░ ▒▒░ ░░▒ ▒▒▒ ▒░░ ▒░░ ▒░▒ ░▒▒░ ▒▒ ░░▒ ░▒▒░ ▒░ ▒▒░░ ▒▒░ ░░▒ ▒▒▒ ▒░░ ▒░░ ▒░▒ ░▒▒░ ▒▒ ░░▒ ░▒▒░ ▒░ ▒▒░░ ▒▒░ ░░▒ ▒▒▒ ▒░░ ▒░░ ▒░▒ ░▒▒░ ▒▒ ░░▒ ░▒▒░ ▒░ ▒▒░░ ▒▒░ ░░▒ ▒▒▒ ▒░░ ▒░░ ▒░▒ ░▒▒░ ▒▒ ░░▒ ░▒▒░ ▒░ ▒▒░░ ▒▒░ ░░▒ ▒▒▒ ▒░░ ▒░░ ▒░▒ ░▒▒░ ▒▒ ░░▒ ░▒▒░ ▒░ ▒▒░░ ▒▒░ ░░▒ ▒▒▒ ▒░░ ▒░░ ▒░▒ ░▒▒░ ▒▒ ░░▒ ░▒▒░ ▒░ ▒▒░░ ▒▒░ ░░▒ ▒▒▒ ▒░░ ▒░░ ▒░▒ ░▒▒░ ▒▒ ░░▒ ░▒▒░ ▒░ ▒▒░░ ▒▒░ ░░▒ ▒▒▒ ▒░░ ▒░░ ▒░▒ ░▒▒░ ▒▒ ░░▒ ░▒▒░ ▒░ ▒▒░░ ▒▒░ ░░▒ ▒▒▒ ▒░░ ▒░░ ▒░▒ ░▒▒░ ▒▒ ░░▒ ░▒▒░ ▒░ ▒▒░░ ▒▒░ ░░▒ ▒▒▒ ▒░░ ▒░░ ▒░▒ ░▒▒░ ▒▒ ░░▒ ░▒▒░ ▒░ ▒▒░░ ▒▒░ ░░▒ ▒▒▒ ▒░░ ▒░░ ▒░▒ ░▒▒░ ▒▒ ░░▒ ░▒▒░ ▒░ ▒▒░░ ▒▒░ ░░▒ ▒▒▒ ▒░░ ▒░░ ▒░▒ ░▒▒░ ▒▒ ░░▒ ░▒▒░ ▒░ ▒▒░░ ▒▒░ ░░▒ ▒▒▒ ▒░░ ▒░░ ▒░▒ ░▒▒░ ▒▒ ░░▒ ░▒▒░ ▒░ ▒▒░░ ▒▒░ ░░▒ ▒▒▒ ▒░░ ▒░░ ▒░▒ ░▒▒░ ▒▒ ░░▒ ░▒▒░ ▒░ ▒▒░░ ▒▒░ ░░▒ ▒▒▒ ▒░░ ▒░░ ▒░▒ ░▒▒░ ▒▒ ░░▒ ░▒▒░ ▒░ ▒▒░░ ▒▒░ ░░▒ ▒▒▒ ▒░░ ▒░░ ▒░▒ ░▒▒░ ▒▒ ░░▒ ░▒▒░ ▒░ ▒▒░░ ▒▒░ ░░▒ ▒▒▒ ▒░░ ▒░░ ▒░▒ ░▒▒░ ▒▒ ░░▒ ░▒▒░ ▒░ ▒▒░░ ▒▒░ ░░▒ ▒▒▒ ▒░░ ▒░░ ▒░▒ ░▒▒░ ▒▒ ░░▒ ░▒▒░ ▒░ ▒▒░░ ▒▒░ ░░▒ ▒▒▒ ▒░░ ▒░░ ▒░▒ ░▒▒░ ▒▒ ░░▒ ░▒▒░ ▒░ ▒▒░░ ▒▒░ ░░▒ ▒▒▒ ▒░░ ▒░░ ▒░▒ ░▒▒░ ▒▒ ░░▒ ░▒▒░ ▒░ ▒▒░░ ▒▒░ ░░▒ ▒▒▒ ▒░░ ▒░░ ▒░▒ ░▒▒░ ▒▒ ░░▒ ░▒▒░ ▒░ ▒▒░░ ▒▒░ ░░▒ ▒▒▒ ▒░░ ▒░░ ▒░▒ ░▒▒░ ▒▒ ░░▒ ░▒▒░ ▒░ ▒▒░░ ▒▒░ ░░▒ ▒▒▒ ▒░░ ▒░░ ▒░▒ ░▒▒░ ▒▒ ░░▒ ░▒▒░ ▒░ ▒▒░░ ▒▒░ ░░▒ ▒▒▒ ▒░░ ▒░░ ▒░▒ ░▒▒░ ▒▒ ░░▒ ░▒▒░ ▒░ ▒▒░░ ▒▒░ ░░▒ ▒▒▒ ▒░░ ▒░░ ▒░▒ ░▒▒░ ▒▒ ░░▒ ░▒▒░ ▒░ ▒▒░░ ▒▒░ ░░▒ ▒▒▒ ▒░░ ▒░░ ▒░▒ ░▒▒░ ▒▒ ░░▒ ░▒▒░ ▒░ ▒▒░░ ▒▒░ ░░▒ ▒▒▒ ▒░░ ▒░░ ▒░▒ ░▒▒░ ▒▒ ░░▒ ░▒▒░ ▒░ ▒▒░░ ▒▒░ ░░▒ ▒▒▒ ▒░░ ▒░░ ▒░▒ ░▒▒░ ▒▒ ░░▒ ░▒▒░ ▒░ ▒▒░░ ▒▒░ ░░▒ ▒▒▒ ▒░░ ▒░░ ▒░▒ ░▒▒░ ▒▒ ░░▒ ░▒▒░ ▒░ ▒▒░░ ▒▒░ ░░▒ ▒▒▒ ▒░░ ▒░░ ▒░▒ ░▒▒░ ▒▒ ░░▒ ░▒▒░ ▒░ ▒▒░░ ▒▒░ ░░▒ ▒▒▒ ▒░░ ▒░░ ▒░▒ ░▒▒░ ▒▒ ░░▒ ░▒▒░ ▒░ ▒▒░░ ▒▒░ ░░▒ ▒▒▒ ▒░░ ▒░░ ▒░▒ ░▒▒░ ▒▒ ░░▒ ░▒▒░ ▒░ ▒▒░░ ▒▒░ ░░▒ ▒▒▒ ▒░░ ▒░░ ▒░▒ ░▒▒░ ▒▒ ░░▒ ░▒▒░ ▒░ ▒▒░░ ▒▒░ ░░▒ ▒▒▒ ▒░░ ▒░░ ▒░▒ ░▒▒░ ▒▒ ░░▒ ░▒▒░ ▒░ ▒▒░░ ▒▒░ ░░▒ ▒▒▒: [41, 1461, 419, 1693]
masthead: [37, 43, 1588, 82]
ad-tagline: IS THE VERY THING FOR FOOTBALLERS.: [1361, 1275, 1553, 1311]
column-over-the-border: [37, 84, 424, 2196]
kola-ad: [1165, 731, 1364, 880]
page-number: 4: [43, 49, 54, 72]
ad-line: WATCHMAKER AND JEWELLER,: [1200, 575, 1329, 585]
ad-body-text: ▒▒ ░░▒ ░▒▒░ ▒░ ▒▒░░ ▒▒░ ░░▒ ▒▒▒ ▒░░ ▒░░ ▒░▒ ░▒▒░ ▒▒ ░░▒ ░▒▒░ ▒░ ▒▒░░ ▒▒░ ░░▒ ▒▒▒ ▒░░ ▒░░ ▒░▒ ░▒▒░ ▒▒ ░░▒ ░▒▒░ ▒░ ▒▒░░ ▒▒░ ░░▒ ▒▒▒ ▒░░ ▒░░ ▒░▒ ░▒▒░ ▒▒ ░░▒ ░▒▒░ ▒░ ▒▒░░ ▒▒░ ░░▒ ▒▒▒ ▒░░ ▒░░ ▒░▒ ░▒▒░ ▒▒ ░░▒ ░▒▒░ ▒░ ▒▒░░ ▒▒░ ░░▒ ▒▒▒ ▒░░ ▒░░ ▒░▒ ░▒▒░ ▒▒ ░░▒ ░▒▒░ ▒░ ▒▒░░ ▒▒░ ░░▒ ▒▒▒ ▒░░ ▒░░ ▒░▒ ░▒▒░ ▒▒ ░░▒ ░▒▒░ ▒░ ▒▒░░ ▒▒░ ░░▒ ▒▒▒ ▒░░ ▒░░ ▒░▒ ░▒▒░ ▒▒ ░░▒ ░▒▒░ ▒░ ▒▒░░ ▒▒░ ░░▒ ▒▒▒ ▒░░ ▒░░ ▒░▒ ░▒▒░ ▒▒ ░░▒ ░▒▒░ ▒░ ▒▒░░ ▒▒░ ░░▒ ▒▒▒ ▒░░ ▒░░ ▒░▒ ░▒▒░ ▒▒ ░░▒ ░▒▒░ ▒░ ▒▒░░ ▒▒░ ░░▒ ▒▒▒ ▒░░ ▒░░ ▒░▒ ░▒▒░ ▒▒ ░░▒ ░▒▒░ ▒░ ▒▒░░ ▒▒░ ░░▒ ▒▒▒ ▒░░ ▒░░ ▒░▒ ░▒▒░ ▒▒ ░░▒ ░▒▒░ ▒░ ▒▒░░ ▒▒░ ░░▒ ▒▒▒ ▒░░ ▒░░ ▒░▒ ░▒▒░ ▒▒ ░░▒ ░▒▒░ ▒░ ▒▒░░ ▒▒░ ░░▒ ▒▒▒ ▒░░ ▒░░ ▒░▒ ░▒▒░ ▒▒ ░░▒ ░▒▒░ ▒░ ▒▒░░ ▒▒░ ░░▒ ▒▒▒ ▒░░ ▒░░ ▒░▒ ░▒▒░ ▒▒ ░░▒ ░▒▒░ ▒░ ▒▒░░ ▒▒░ ░░▒ ▒▒▒ ▒░░ ▒░░ ▒░▒ ░▒▒░ ▒▒ ░░▒ ░▒▒░ ▒░ ▒▒░░ ▒▒░ ░░▒ ▒▒▒ ▒░░ ▒░░ ▒░▒ ░▒▒░: [1361, 1312, 1581, 1451]
ad-line: PRICE-LIST.: [1440, 253, 1517, 267]
ad-line: INDIGO SERGES,: [1205, 693, 1324, 709]
banner-title: Cycledom: [481, 277, 614, 305]
far-and-sure-banner: [675, 849, 910, 938]
subsection-title: ECHOES FROM SUNDERLAND.: [150, 1426, 311, 1437]
subsection-title: EASTERN NOTES.: [504, 1112, 591, 1123]
percival-king-ad: [1165, 248, 1364, 408]
subsection-title: CHESS, DRAUGHTS, &c.: [735, 1499, 851, 1510]
article-body-text: ▒▒ ░░▒ ░▒▒░ ▒░ ▒▒░░ ▒▒░ ░░▒ ▒▒▒ ▒░░ ▒░░ ▒░▒ ░▒▒░ ▒▒ ░░▒ ░▒▒░ ▒░ ▒▒░░ ▒▒░ ░░▒ ▒▒▒ ▒░░ ▒░░ ▒░▒ ░▒▒░ ▒▒ ░░▒ ░▒▒░ ▒░ ▒▒░░ ▒▒░ ░░▒ ▒▒▒ ▒░░ ▒░░ ▒░▒ ░▒▒░ ▒▒ ░░▒ ░▒▒░ ▒░ ▒▒░░ ▒▒░ ░░▒ ▒▒▒ ▒░░ ▒░░ ▒░▒ ░▒▒░ ▒▒ ░░▒ ░▒▒░ ▒░ ▒▒░░ ▒▒░ ░░▒ ▒▒▒ ▒░░ ▒░░ ▒░▒ ░▒▒░ ▒▒ ░░▒ ░▒▒░ ▒░ ▒▒░░ ▒▒░ ░░▒ ▒▒▒ ▒░░ ▒░░ ▒░▒ ░▒▒░ ▒▒ ░░▒ ░▒▒░ ▒░ ▒▒░░ ▒▒░ ░░▒ ▒▒▒ ▒░░ ▒░░ ▒░▒ ░▒▒░ ▒▒ ░░▒ ░▒▒░ ▒░ ▒▒░░ ▒▒░ ░░▒ ▒▒▒ ▒░░ ▒░░ ▒░▒ ░▒▒░: [1374, 112, 1584, 186]
